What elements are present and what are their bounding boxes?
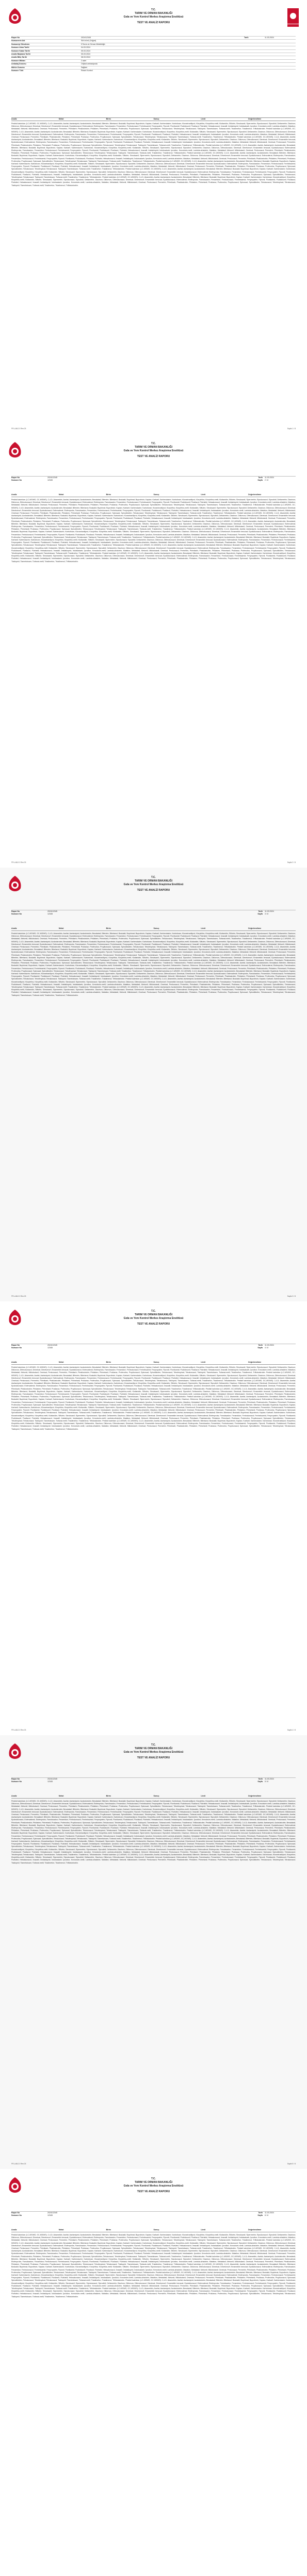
page-meta: Rapor No 2024/12345 Tarih 11.03.2024 Numune No 12345 Sayfa 3 / 8 [11,910,296,925]
pesticide-list: Pestisit kalıntıları (LC-MS/MS, GC-MS/MS): 2,4-D; Abamektin; Asefat; Asetamiprid; Azoksistrobin; Benalaksil; Bifentrin; Bitertanol; Boskalid; Bupirimat; Buprofezin; Kaptan; Karbaril; Karbendazim; Karbofuran; Klorantraniliprol; Klorpirifos; Klorpirifos-metil; Klotianidin; Siflutrin; Simoksanil; Sipermetrin; Siprokonazol; Siprodinil; Deltametrin; Diazinon; Diklorvos; Difenokonazol; Dimetoat; Dimetomorf; Emamektin benzoat; Epoksikonazol; Esfenvalerat; Etofenproks; Famoksadon; Fenamidon; Fenbukonazol; Fenheksamid; Fenpropatrin; Fipronil; Flonikamid; Fludioksonil; Flusilazol; Flutriafol; Heksakonazol; İmazalil; İmidakloprid; İndoksakarb; İprodion; Krezoksim-metil; Lambda-sihalotrin; Malation; Metalaksil; Metomil; Miklobutanil; Ometoat; Penkonazol; Permetrin; Pirimikarb; Piraklostrobin; Piridaben; Pirimetanil; Proklaraz; Profenofos; Propikonazol; Spinosad; Spirodiklofen; Tebukonazol; Tebufenpirad; Tetrakonazol; Tiakloprid; Tiametoksam; Tiofanat-metil; Triadimefon; Triadimenol; Trifloksistrobin. Pestisit kalıntıları (LC-MS/MS, GC-MS/MS): 2,4-D; Abamektin; Asefat; Asetamiprid; Azoksistrobin; Benalaksil; Bifentrin; Bitertanol; Boskalid; Bupirimat; Buprofezin; Kaptan; Karbaril; Karbendazim; Karbofuran; Klorantraniliprol; Klorpirifos; Klorpirifos-metil; Klotianidin; Siflutrin; Simoksanil; Sipermetrin; Siprokonazol; Siprodinil; Deltametrin; Diazinon; Diklorvos; Difenokonazol; Dimetoat; Dimetomorf; Emamektin benzoat; Epoksikonazol; Esfenvalerat; Etofenproks; Famoksadon; Fenamidon; Fenbukonazol; Fenheksamid; Fenpropatrin; Fipronil; Flonikamid; Fludioksonil; Flusilazol; Flutriafol; Heksakonazol; İmazalil; İmidakloprid; İndoksakarb; İprodion; Krezoksim-metil; Lambda-sihalotrin; Malation; Metalaksil; Metomil; Miklobutanil; Ometoat; Penkonazol; Permetrin; Pirimikarb; Piraklostrobin; Piridaben; Pirimetanil; Proklaraz; Profenofos; Propikonazol; Spinosad; Spirodiklofen; Tebukonazol; Tebufenpirad; Tetrakonazol; Tiakloprid; Tiametoksam; Tiofanat-metil; Triadimefon; Triadimenol; Trifloksistrobin. Pestisit kalıntıları (LC-MS/MS, GC-MS/MS): 2,4-D; Abamektin; Asefat; Asetamiprid; Azoksistrobin; Benalaksil; Bifentrin; Bitertanol; Boskalid; Bupirimat; Buprofezin; Kaptan; Karbaril; Karbendazim; Karbofuran; Klorantraniliprol; Klorpirifos; Klorpirifos-metil; Klotianidin; Siflutrin; Simoksanil; Sipermetrin; Siprokonazol; Siprodinil; Deltametrin; Diazinon; Diklorvos; Difenokonazol; Dimetoat; Dimetomorf; Emamektin benzoat; Epoksikonazol; Esfenvalerat; Etofenproks; Famoksadon; Fenamidon; Fenbukonazol; Fenheksamid; Fenpropatrin; Fipronil; Flonikamid; Fludioksonil; Flusilazol; Flutriafol; Heksakonazol; İmazalil; İmidakloprid; İndoksakarb; İprodion; Krezoksim-metil; Lambda-sihalotrin; Malation; Metalaksil; Metomil; Miklobutanil; Ometoat; Penkonazol; Permetrin; Pirimikarb; Piraklostrobin; Piridaben; Pirimetanil; Proklaraz; Profenofos; Propikonazol; Spinosad; Spirodiklofen; Tebukonazol; Tebufenpirad; Tetrakonazol; Tiakloprid; Tiametoksam; Tiofanat-metil; Triadimefon; Triadimenol; Trifloksistrobin. Pestisit kalıntıları (LC-MS/MS, GC-MS/MS): 2,4-D; Abamektin; Asefat; Asetamiprid; Azoksistrobin; Benalaksil; Bifentrin; Bitertanol; Boskalid; Bupirimat; Buprofezin; Kaptan; Karbaril; Karbendazim; Karbofuran; Klorantraniliprol; Klorpirifos; Klorpirifos-metil; Klotianidin; Siflutrin; Simoksanil; Sipermetrin; Siprokonazol; Siprodinil; Deltametrin; Diazinon; Diklorvos; Difenokonazol; Dimetoat; Dimetomorf; Emamektin benzoat; Epoksikonazol; Esfenvalerat; Etofenproks; Famoksadon; Fenamidon; Fenbukonazol; Fenheksamid; Fenpropatrin; Fipronil; Flonikamid; Fludioksonil; Flusilazol; Flutriafol; Heksakonazol; İmazalil; İmidakloprid; İndoksakarb; İprodion; Krezoksim-metil; Lambda-sihalotrin; Malation; Metalaksil; Metomil; Miklobutanil; Ometoat; Penkonazol; Permetrin; Pirimikarb; Piraklostrobin; Piridaben; Pirimetanil; Proklaraz; Profenofos; Propikonazol; Spinosad; Spirodiklofen; Tebukonazol; Tebufenpirad; Tetrakonazol; Tiakloprid; Tiametoksam; Tiofanat-metil; Triadimefon; Triadimenol; Trifloksistrobin. Pestisit kalıntıları (LC-MS/MS, GC-MS/MS): 2,4-D; Abamektin; Asefat; Asetamiprid; Azoksistrobin; Benalaksil; Bifentrin; Bitertanol; Boskalid; Bupirimat; Buprofezin; Kaptan; Karbaril; Karbendazim; Karbofuran; Klorantraniliprol; Klorpirifos; Klorpirifos-metil; Klotianidin; Siflutrin; Simoksanil; Sipermetrin; Siprokonazol; Siprodinil; Deltametrin; Diazinon; Diklorvos; Difenokonazol; Dimetoat; Dimetomorf; Emamektin benzoat; Epoksikonazol; Esfenvalerat; Etofenproks; Famoksadon; Fenamidon; Fenbukonazol; Fenheksamid; Fenpropatrin; Fipronil; Flonikamid; Fludioksonil; Flusilazol; Flutriafol; Heksakonazol; İmazalil; İmidakloprid; İndoksakarb; İprodion; Krezoksim-metil; Lambda-sihalotrin; Malation; Metalaksil; Metomil; Miklobutanil; Ometoat; Penkonazol; Permetrin; Pirimikarb; Piraklostrobin; Piridaben; Pirimetanil; Proklaraz; Profenofos; Propikonazol; Spinosad; Spirodiklofen; Tebukonazol; Tebufenpirad; Tetrakonazol; Tiakloprid; Tiametoksam; Tiofanat-metil; Triadimefon; Triadimenol; Trifloksistrobin. Pestisit kalıntıları (LC-MS/MS, GC-MS/MS): 2,4-D; Abamektin; Asefat; Asetamiprid; Azoksistrobin; Benalaksil; Bifentrin; Bitertanol; Boskalid; Bupirimat; Buprofezin; Kaptan; Karbaril; Karbendazim; Karbofuran; Klorantraniliprol; Klorpirifos; Klorpirifos-metil; Klotianidin; Siflutrin; Simoksanil; Sipermetrin; Siprokonazol; Siprodinil; Deltametrin; Diazinon; Diklorvos; Difenokonazol; Dimetoat; Dimetomorf; Emamektin benzoat; Epoksikonazol; Esfenvalerat; Etofenproks; Famoksadon; Fenamidon; Fenbukonazol; Fenheksamid; Fenpropatrin; Fipronil; Flonikamid; Fludioksonil; Flusilazol; Flutriafol; Heksakonazol; İmazalil; İmidakloprid; İndoksakarb; İprodion; Krezoksim-metil; Lambda-sihalotrin; Malation; Metalaksil; Metomil; Miklobutanil; Ometoat; Penkonazol; Permetrin; Pirimikarb; Piraklostrobin; Piridaben; Pirimetanil; Proklaraz; Profenofos; Propikonazol; Spinosad; Spirodiklofen; Tebukonazol; Tebufenpirad; Tetrakonazol; Tiakloprid; Tiametoksam; Tiofanat-metil; Triadimefon; Triadimenol; Trifloksistrobin. Pestisit kalıntıları (LC-MS/MS, GC-MS/MS): 2,4-D; Abamektin; Asefat; Asetamiprid; Azoksistrobin; Benalaksil; Bifentrin; Bitertanol; Boskalid; Bupirimat; Buprofezin; Kaptan; Karbaril; Karbendazim; Karbofuran; Klorantraniliprol; Klorpirifos; Klorpirifos-metil; Klotianidin; Siflutrin; Simoksanil; Sipermetrin; Siprokonazol; Siprodinil; Deltametrin; Diazinon; Diklorvos; Difenokonazol; Dimetoat; Dimetomorf; Emamektin benzoat; Epoksikonazol; Esfenvalerat; Etofenproks; Famoksadon; Fenamidon; Fenbukonazol; Fenheksamid; Fenpropatrin; Fipronil; Flonikamid; Fludioksonil; Flusilazol; Flutriafol; Heksakonazol; İmazalil; İmidakloprid; İndoksakarb; İprodion; Krezoksim-metil; Lambda-sihalotrin; Malation; Metalaksil; Metomil; Miklobutanil; Ometoat; Penkonazol; Permetrin; Pirimikarb; Piraklostrobin; Piridaben; Pirimetanil; Proklaraz; Profenofos; Propikonazol; Spinosad; Spirodiklofen; Tebukonazol; Tebufenpirad; Tetrakonazol; Tiakloprid; Tiametoksam; Tiofanat-metil; Triadimefon; Triadimenol; Trifloksistrobin. Pestisit kalıntıları (LC-MS/MS, GC-MS/MS): 2,4-D; Abamektin; Asefat; Asetamiprid; Azoksistrobin; Benalaksil; Bifentrin; Bitertanol; Boskalid; Bupirimat; Buprofezin; Kaptan; Karbaril; Karbendazim; Karbofuran; Klorantraniliprol; Klorpirifos; Klorpirifos-metil; Klotianidin; Siflutrin; Simoksanil; Sipermetrin; Siprokonazol; Siprodinil; Deltametrin; Diazinon; Diklorvos; Difenokonazol; Dimetoat; Dimetomorf; Emamektin benzoat; Epoksikonazol; Esfenvalerat; Etofenproks; Famoksadon; Fenamidon; Fenbukonazol; Fenheksamid; Fenpropatrin; Fipronil; Flonikamid; Fludioksonil; Flusilazol; Flutriafol; Heksakonazol; İmazalil; İmidakloprid; İndoksakarb; İprodion; Krezoksim-metil; Lambda-sihalotrin; Malation; Metalaksil; Metomil; Miklobutanil; Ometoat; Penkonazol; Permetrin; Pirimikarb; Piraklostrobin; Piridaben; Pirimetanil; Proklaraz; Profenofos; Propikonazol; Spinosad; Spirodiklofen; Tebukonazol; Tebufenpirad; Tetrakonazol; Tiakloprid; Tiametoksam; Tiofanat-metil; Triadimefon; Triadimenol; Trifloksistrobin. [11,1366,296,1430]
page-meta: Rapor No 2024/12345 Tarih 11.03.2024 Numune No 12345 Sayfa 6 / 8 [11,2211,296,2226]
republic-label: T.C. [151,8,156,11]
report-page-3: T.C. TARIM VE ORMAN BAKANLIĞI Gıda ve Yem Kontrol Merkez Araştırma Enstitüsü TEST VE ANALİZ RAPORU Rapor No 2024/12345 Tarih 11.03.2024 Numune No 12345 Sayfa 3 / 8 Analiz Metot Birim Sonuç Limit Değerlendirme Pestisit kalıntıları (LC-MS/MS, GC-MS/MS): 2,4-D; Abamektin; Asefat; Asetamiprid; Azoksistrobin; Benalaksil; Bifentrin; Bitertanol; Boskalid; Bupirimat; Buprofezin; Kaptan; Karbaril; Karbendazim; Karbofuran; Klorantraniliprol; Klorpirifos; Klorpirifos-metil; Klotianidin; Siflutrin; Simoksanil; Sipermetrin; Siprokonazol; Siprodinil; Deltametrin; Diazinon; Diklorvos; Difenokonazol; Dimetoat; Dimetomorf; Emamektin benzoat; Epoksikonazol; Esfenvalerat; Etofenproks; Famoksadon; Fenamidon; Fenbukonazol; Fenheksamid; Fenpropatrin; Fipronil; Flonikamid; Fludioksonil; Flusilazol; Flutriafol; Heksakonazol; İmazalil; İmidakloprid; İndoksakarb; İprodion; Krezoksim-metil; Lambda-sihalotrin; Malation; Metalaksil; Metomil; Miklobutanil; Ometoat; Penkonazol; Permetrin; Pirimikarb; Piraklostrobin; Piridaben; Pirimetanil; Proklaraz; Profenofos; Propikonazol; Spinosad; Spirodiklofen; Tebukonazol; Tebufenpirad; Tetrakonazol; Tiakloprid; Tiametoksam; Tiofanat-metil; Triadimefon; Triadimenol; Trifloksistrobin. Pestisit kalıntıları (LC-MS/MS, GC-MS/MS): 2,4-D; Abamektin; Asefat; Asetamiprid; Azoksistrobin; Benalaksil; Bifentrin; Bitertanol; Boskalid; Bupirimat; Buprofezin; Kaptan; Karbaril; Karbendazim; Karbofuran; Klorantraniliprol; Klorpirifos; Klorpirifos-metil; Klotianidin; Siflutrin; Simoksanil; Sipermetrin; Siprokonazol; Siprodinil; Deltametrin; Diazinon; Diklorvos; Difenokonazol; Dimetoat; Dimetomorf; Emamektin benzoat; Epoksikonazol; Esfenvalerat; Etofenproks; Famoksadon; Fenamidon; Fenbukonazol; Fenheksamid; Fenpropatrin; Fipronil; Flonikamid; Fludioksonil; Flusilazol; Flutriafol; Heksakonazol; İmazalil; İmidakloprid; İndoksakarb; İprodion; Krezoksim-metil; Lambda-sihalotrin; Malation; Metalaksil; Metomil; Miklobutanil; Ometoat; Penkonazol; Permetrin; Pirimikarb; Piraklostrobin; Piridaben; Pirimetanil; Proklaraz; Profenofos; Propikonazol; Spinosad; Spirodiklofen; Tebukonazol; Tebufenpirad; Tetrakonazol; Tiakloprid; Tiametoksam; Tiofanat-metil; Triadimefon; Triadimenol; Trifloksistrobin. Pestisit kalıntıları (LC-MS/MS, GC-MS/MS): 2,4-D; Abamektin; Asefat; Asetamiprid; Azoksistrobin; Benalaksil; Bifentrin; Bitertanol; Boskalid; Bupirimat; Buprofezin; Kaptan; Karbaril; Karbendazim; Karbofuran; Klorantraniliprol; Klorpirifos; Klorpirifos-metil; Klotianidin; Siflutrin; Simoksanil; Sipermetrin; Siprokonazol; Siprodinil; Deltametrin; Diazinon; Diklorvos; Difenokonazol; Dimetoat; Dimetomorf; Emamektin benzoat; Epoksikonazol; Esfenvalerat; Etofenproks; Famoksadon; Fenamidon; Fenbukonazol; Fenheksamid; Fenpropatrin; Fipronil; Flonikamid; Fludioksonil; Flusilazol; Flutriafol; Heksakonazol; İmazalil; İmidakloprid; İndoksakarb; İprodion; Krezoksim-metil; Lambda-sihalotrin; Malation; Metalaksil; Metomil; Miklobutanil; Ometoat; Penkonazol; Permetrin; Pirimikarb; Piraklostrobin; Piridaben; Pirimetanil; Proklaraz; Profenofos; Propikonazol; Spinosad; Spirodiklofen; Tebukonazol; Tebufenpirad; Tetrakonazol; Tiakloprid; Tiametoksam; Tiofanat-metil; Triadimefon; Triadimenol; Trifloksistrobin. Pestisit kalıntıları (LC-MS/MS, GC-MS/MS): 2,4-D; Abamektin; Asefat; Asetamiprid; Azoksistrobin; Benalaksil; Bifentrin; Bitertanol; Boskalid; Bupirimat; Buprofezin; Kaptan; Karbaril; Karbendazim; Karbofuran; Klorantraniliprol; Klorpirifos; Klorpirifos-metil; Klotianidin; Siflutrin; Simoksanil; Sipermetrin; Siprokonazol; Siprodinil; Deltametrin; Diazinon; Diklorvos; Difenokonazol; Dimetoat; Dimetomorf; Emamektin benzoat; Epoksikonazol; Esfenvalerat; Etofenproks; Famoksadon; Fenamidon; Fenbukonazol; Fenheksamid; Fenpropatrin; Fipronil; Flonikamid; Fludioksonil; Flusilazol; Flutriafol; Heksakonazol; İmazalil; İmidakloprid; İndoksakarb; İprodion; Krezoksim-metil; Lambda-sihalotrin; Malation; Metalaksil; Metomil; Miklobutanil; Ometoat; Penkonazol; Permetrin; Pirimikarb; Piraklostrobin; Piridaben; Pirimetanil; Proklaraz; Profenofos; Propikonazol; Spinosad; Spirodiklofen; Tebukonazol; Tebufenpirad; Tetrakonazol; Tiakloprid; Tiametoksam; Tiofanat-metil; Triadimefon; Triadimenol; Trifloksistrobin. Pestisit kalıntıları (LC-MS/MS, GC-MS/MS): 2,4-D; Abamektin; Asefat; Asetamiprid; Azoksistrobin; Benalaksil; Bifentrin; Bitertanol; Boskalid; Bupirimat; Buprofezin; Kaptan; Karbaril; Karbendazim; Karbofuran; Klorantraniliprol; Klorpirifos; Klorpirifos-metil; Klotianidin; Siflutrin; Simoksanil; Sipermetrin; Siprokonazol; Siprodinil; Deltametrin; Diazinon; Diklorvos; Difenokonazol; Dimetoat; Dimetomorf; Emamektin benzoat; Epoksikonazol; Esfenvalerat; Etofenproks; Famoksadon; Fenamidon; Fenbukonazol; Fenheksamid; Fenpropatrin; Fipronil; Flonikamid; Fludioksonil; Flusilazol; Flutriafol; Heksakonazol; İmazalil; İmidakloprid; İndoksakarb; İprodion; Krezoksim-metil; Lambda-sihalotrin; Malation; Metalaksil; Metomil; Miklobutanil; Ometoat; Penkonazol; Permetrin; Pirimikarb; Piraklostrobin; Piridaben; Pirimetanil; Proklaraz; Profenofos; Propikonazol; Spinosad; Spirodiklofen; Tebukonazol; Tebufenpirad; Tetrakonazol; Tiakloprid; Tiametoksam; Tiofanat-metil; Triadimefon; Triadimenol; Trifloksistrobin. Pestisit kalıntıları (LC-MS/MS, GC-MS/MS): 2,4-D; Abamektin; Asefat; Asetamiprid; Azoksistrobin; Benalaksil; Bifentrin; Bitertanol; Boskalid; Bupirimat; Buprofezin; Kaptan; Karbaril; Karbendazim; Karbofuran; Klorantraniliprol; Klorpirifos; Klorpirifos-metil; Klotianidin; Siflutrin; Simoksanil; Sipermetrin; Siprokonazol; Siprodinil; Deltametrin; Diazinon; Diklorvos; Difenokonazol; Dimetoat; Dimetomorf; Emamektin benzoat; Epoksikonazol; Esfenvalerat; Etofenproks; Famoksadon; Fenamidon; Fenbukonazol; Fenheksamid; Fenpropatrin; Fipronil; Flonikamid; Fludioksonil; Flusilazol; Flutriafol; Heksakonazol; İmazalil; İmidakloprid; İndoksakarb; İprodion; Krezoksim-metil; Lambda-sihalotrin; Malation; Metalaksil; Metomil; Miklobutanil; Ometoat; Penkonazol; Permetrin; Pirimikarb; Piraklostrobin; Piridaben; Pirimetanil; Proklaraz; Profenofos; Propikonazol; Spinosad; Spirodiklofen; Tebukonazol; Tebufenpirad; Tetrakonazol; Tiakloprid; Tiametoksam; Tiofanat-metil; Triadimefon; Triadimenol; Trifloksistrobin. Pestisit kalıntıları (LC-MS/MS, GC-MS/MS): 2,4-D; Abamektin; Asefat; Asetamiprid; Azoksistrobin; Benalaksil; Bifentrin; Bitertanol; Boskalid; Bupirimat; Buprofezin; Kaptan; Karbaril; Karbendazim; Karbofuran; Klorantraniliprol; Klorpirifos; Klorpirifos-metil; Klotianidin; Siflutrin; Simoksanil; Sipermetrin; Siprokonazol; Siprodinil; Deltametrin; Diazinon; Diklorvos; Difenokonazol; Dimetoat; Dimetomorf; Emamektin benzoat; Epoksikonazol; Esfenvalerat; Etofenproks; Famoksadon; Fenamidon; Fenbukonazol; Fenheksamid; Fenpropatrin; Fipronil; Flonikamid; Fludioksonil; Flusilazol; Flutriafol; Heksakonazol; İmazalil; İmidakloprid; İndoksakarb; İprodion; Krezoksim-metil; Lambda-sihalotrin; Malation; Metalaksil; Metomil; Miklobutanil; Ometoat; Penkonazol; Permetrin; Pirimikarb; Piraklostrobin; Piridaben; Pirimetanil; Proklaraz; Profenofos; Propikonazol; Spinosad; Spirodiklofen; Tebukonazol; Tebufenpirad; Tetrakonazol; Tiakloprid; Tiametoksam; Tiofanat-metil; Triadimefon; Triadimenol; Trifloksistrobin. Pestisit kalıntıları (LC-MS/MS, GC-MS/MS): 2,4-D; Abamektin; Asefat; Asetamiprid; Azoksistrobin; Benalaksil; Bifentrin; Bitertanol; Boskalid; Bupirimat; Buprofezin; Kaptan; Karbaril; Karbendazim; Karbofuran; Klorantraniliprol; Klorpirifos; Klorpirifos-metil; Klotianidin; Siflutrin; Simoksanil; Sipermetrin; Siprokonazol; Siprodinil; Deltametrin; Diazinon; Diklorvos; Difenokonazol; Dimetoat; Dimetomorf; Emamektin benzoat; Epoksikonazol; Esfenvalerat; Etofenproks; Famoksadon; Fenamidon; Fenbukonazol; Fenheksamid; Fenpropatrin; Fipronil; Flonikamid; Fludioksonil; Flusilazol; Flutriafol; Heksakonazol; İmazalil; İmidakloprid; İndoksakarb; İprodion; Krezoksim-metil; Lambda-sihalotrin; Malation; Metalaksil; Metomil; Miklobutanil; Ometoat; Penkonazol; Permetrin; Pirimikarb; Piraklostrobin; Piridaben; Pirimetanil; Proklaraz; Profenofos; Propikonazol; Spinosad; Spirodiklofen; Tebukonazol; Tebufenpirad; Tetrakonazol; Tiakloprid; Tiametoksam; Tiofanat-metil; Triadimefon; Triadimenol; Trifloksistrobin. FR-LAB-21 Rev.03 Sayfa 3 / 8 [0,868,307,1301]
report-page-1 [0,0,307,434]
ministry-name: TARIM VE ORMAN BAKANLIĞI [135,12,172,15]
pesticide-list: Pestisit kalıntıları (LC-MS/MS, GC-MS/MS): 2,4-D; Abamektin; Asefat; Asetamiprid; Azoksistrobin; Benalaksil; Bifentrin; Bitertanol; Boskalid; Bupirimat; Buprofezin; Kaptan; Karbaril; Karbendazim; Karbofuran; Klorantraniliprol; Klorpirifos; Klorpirifos-metil; Klotianidin; Siflutrin; Simoksanil; Sipermetrin; Siprokonazol; Siprodinil; Deltametrin; Diazinon; Diklorvos; Difenokonazol; Dimetoat; Dimetomorf; Emamektin benzoat; Epoksikonazol; Esfenvalerat; Etofenproks; Famoksadon; Fenamidon; Fenbukonazol; Fenheksamid; Fenpropatrin; Fipronil; Flonikamid; Fludioksonil; Flusilazol; Flutriafol; Heksakonazol; İmazalil; İmidakloprid; İndoksakarb; İprodion; Krezoksim-metil; Lambda-sihalotrin; Malation; Metalaksil; Metomil; Miklobutanil; Ometoat; Penkonazol; Permetrin; Pirimikarb; Piraklostrobin; Piridaben; Pirimetanil; Proklaraz; Profenofos; Propikonazol; Spinosad; Spirodiklofen; Tebukonazol; Tebufenpirad; Tetrakonazol; Tiakloprid; Tiametoksam; Tiofanat-metil; Triadimefon; Triadimenol; Trifloksistrobin. Pestisit kalıntıları (LC-MS/MS, GC-MS/MS): 2,4-D; Abamektin; Asefat; Asetamiprid; Azoksistrobin; Benalaksil; Bifentrin; Bitertanol; Boskalid; Bupirimat; Buprofezin; Kaptan; Karbaril; Karbendazim; Karbofuran; Klorantraniliprol; Klorpirifos; Klorpirifos-metil; Klotianidin; Siflutrin; Simoksanil; Sipermetrin; Siprokonazol; Siprodinil; Deltametrin; Diazinon; Diklorvos; Difenokonazol; Dimetoat; Dimetomorf; Emamektin benzoat; Epoksikonazol; Esfenvalerat; Etofenproks; Famoksadon; Fenamidon; Fenbukonazol; Fenheksamid; Fenpropatrin; Fipronil; Flonikamid; Fludioksonil; Flusilazol; Flutriafol; Heksakonazol; İmazalil; İmidakloprid; İndoksakarb; İprodion; Krezoksim-metil; Lambda-sihalotrin; Malation; Metalaksil; Metomil; Miklobutanil; Ometoat; Penkonazol; Permetrin; Pirimikarb; Piraklostrobin; Piridaben; Pirimetanil; Proklaraz; Profenofos; Propikonazol; Spinosad; Spirodiklofen; Tebukonazol; Tebufenpirad; Tetrakonazol; Tiakloprid; Tiametoksam; Tiofanat-metil; Triadimefon; Triadimenol; Trifloksistrobin. Pestisit kalıntıları (LC-MS/MS, GC-MS/MS): 2,4-D; Abamektin; Asefat; Asetamiprid; Azoksistrobin; Benalaksil; Bifentrin; Bitertanol; Boskalid; Bupirimat; Buprofezin; Kaptan; Karbaril; Karbendazim; Karbofuran; Klorantraniliprol; Klorpirifos; Klorpirifos-metil; Klotianidin; Siflutrin; Simoksanil; Sipermetrin; Siprokonazol; Siprodinil; Deltametrin; Diazinon; Diklorvos; Difenokonazol; Dimetoat; Dimetomorf; Emamektin benzoat; Epoksikonazol; Esfenvalerat; Etofenproks; Famoksadon; Fenamidon; Fenbukonazol; Fenheksamid; Fenpropatrin; Fipronil; Flonikamid; Fludioksonil; Flusilazol; Flutriafol; Heksakonazol; İmazalil; İmidakloprid; İndoksakarb; İprodion; Krezoksim-metil; Lambda-sihalotrin; Malation; Metalaksil; Metomil; Miklobutanil; Ometoat; Penkonazol; Permetrin; Pirimikarb; Piraklostrobin; Piridaben; Pirimetanil; Proklaraz; Profenofos; Propikonazol; Spinosad; Spirodiklofen; Tebukonazol; Tebufenpirad; Tetrakonazol; Tiakloprid; Tiametoksam; Tiofanat-metil; Triadimefon; Triadimenol; Trifloksistrobin. Pestisit kalıntıları (LC-MS/MS, GC-MS/MS): 2,4-D; Abamektin; Asefat; Asetamiprid; Azoksistrobin; Benalaksil; Bifentrin; Bitertanol; Boskalid; Bupirimat; Buprofezin; Kaptan; Karbaril; Karbendazim; Karbofuran; Klorantraniliprol; Klorpirifos; Klorpirifos-metil; Klotianidin; Siflutrin; Simoksanil; Sipermetrin; Siprokonazol; Siprodinil; Deltametrin; Diazinon; Diklorvos; Difenokonazol; Dimetoat; Dimetomorf; Emamektin benzoat; Epoksikonazol; Esfenvalerat; Etofenproks; Famoksadon; Fenamidon; Fenbukonazol; Fenheksamid; Fenpropatrin; Fipronil; Flonikamid; Fludioksonil; Flusilazol; Flutriafol; Heksakonazol; İmazalil; İmidakloprid; İndoksakarb; İprodion; Krezoksim-metil; Lambda-sihalotrin; Malation; Metalaksil; Metomil; Miklobutanil; Ometoat; Penkonazol; Permetrin; Pirimikarb; Piraklostrobin; Piridaben; Pirimetanil; Proklaraz; Profenofos; Propikonazol; Spinosad; Spirodiklofen; Tebukonazol; Tebufenpirad; Tetrakonazol; Tiakloprid; Tiametoksam; Tiofanat-metil; Triadimefon; Triadimenol; Trifloksistrobin. Pestisit kalıntıları (LC-MS/MS, GC-MS/MS): 2,4-D; Abamektin; Asefat; Asetamiprid; Azoksistrobin; Benalaksil; Bifentrin; Bitertanol; Boskalid; Bupirimat; Buprofezin; Kaptan; Karbaril; Karbendazim; Karbofuran; Klorantraniliprol; Klorpirifos; Klorpirifos-metil; Klotianidin; Siflutrin; Simoksanil; Sipermetrin; Siprokonazol; Siprodinil; Deltametrin; Diazinon; Diklorvos; Difenokonazol; Dimetoat; Dimetomorf; Emamektin benzoat; Epoksikonazol; Esfenvalerat; Etofenproks; Famoksadon; Fenamidon; Fenbukonazol; Fenheksamid; Fenpropatrin; Fipronil; Flonikamid; Fludioksonil; Flusilazol; Flutriafol; Heksakonazol; İmazalil; İmidakloprid; İndoksakarb; İprodion; Krezoksim-metil; Lambda-sihalotrin; Malation; Metalaksil; Metomil; Miklobutanil; Ometoat; Penkonazol; Permetrin; Pirimikarb; Piraklostrobin; Piridaben; Pirimetanil; Proklaraz; Profenofos; Propikonazol; Spinosad; Spirodiklofen; Tebukonazol; Tebufenpirad; Tetrakonazol; Tiakloprid; Tiametoksam; Tiofanat-metil; Triadimefon; Triadimenol; Trifloksistrobin. Pestisit kalıntıları (LC-MS/MS, GC-MS/MS): 2,4-D; Abamektin; Asefat; Asetamiprid; Azoksistrobin; Benalaksil; Bifentrin; Bitertanol; Boskalid; Bupirimat; Buprofezin; Kaptan; Karbaril; Karbendazim; Karbofuran; Klorantraniliprol; Klorpirifos; Klorpirifos-metil; Klotianidin; Siflutrin; Simoksanil; Sipermetrin; Siprokonazol; Siprodinil; Deltametrin; Diazinon; Diklorvos; Difenokonazol; Dimetoat; Dimetomorf; Emamektin benzoat; Epoksikonazol; Esfenvalerat; Etofenproks; Famoksadon; Fenamidon; Fenbukonazol; Fenheksamid; Fenpropatrin; Fipronil; Flonikamid; Fludioksonil; Flusilazol; Flutriafol; Heksakonazol; İmazalil; İmidakloprid; İndoksakarb; İprodion; Krezoksim-metil; Lambda-sihalotrin; Malation; Metalaksil; Metomil; Miklobutanil; Ometoat; Penkonazol; Permetrin; Pirimikarb; Piraklostrobin; Piridaben; Pirimetanil; Proklaraz; Profenofos; Propikonazol; Spinosad; Spirodiklofen; Tebukonazol; Tebufenpirad; Tetrakonazol; Tiakloprid; Tiametoksam; Tiofanat-metil; Triadimefon; Triadimenol; Trifloksistrobin. Pestisit kalıntıları (LC-MS/MS, GC-MS/MS): 2,4-D; Abamektin; Asefat; Asetamiprid; Azoksistrobin; Benalaksil; Bifentrin; Bitertanol; Boskalid; Bupirimat; Buprofezin; Kaptan; Karbaril; Karbendazim; Karbofuran; Klorantraniliprol; Klorpirifos; Klorpirifos-metil; Klotianidin; Siflutrin; Simoksanil; Sipermetrin; Siprokonazol; Siprodinil; Deltametrin; Diazinon; Diklorvos; Difenokonazol; Dimetoat; Dimetomorf; Emamektin benzoat; Epoksikonazol; Esfenvalerat; Etofenproks; Famoksadon; Fenamidon; Fenbukonazol; Fenheksamid; Fenpropatrin; Fipronil; Flonikamid; Fludioksonil; Flusilazol; Flutriafol; Heksakonazol; İmazalil; İmidakloprid; İndoksakarb; İprodion; Krezoksim-metil; Lambda-sihalotrin; Malation; Metalaksil; Metomil; Miklobutanil; Ometoat; Penkonazol; Permetrin; Pirimikarb; Piraklostrobin; Piridaben; Pirimetanil; Proklaraz; Profenofos; Propikonazol; Spinosad; Spirodiklofen; Tebukonazol; Tebufenpirad; Tetrakonazol; Tiakloprid; Tiametoksam; Tiofanat-metil; Triadimefon; Triadimenol; Trifloksistrobin. Pestisit kalıntıları (LC-MS/MS, GC-MS/MS): 2,4-D; Abamektin; Asefat; Asetamiprid; Azoksistrobin; Benalaksil; Bifentrin; Bitertanol; Boskalid; Bupirimat; Buprofezin; Kaptan; Karbaril; Karbendazim; Karbofuran; Klorantraniliprol; Klorpirifos; Klorpirifos-metil; Klotianidin; Siflutrin; Simoksanil; Sipermetrin; Siprokonazol; Siprodinil; Deltametrin; Diazinon; Diklorvos; Difenokonazol; Dimetoat; Dimetomorf; Emamektin benzoat; Epoksikonazol; Esfenvalerat; Etofenproks; Famoksadon; Fenamidon; Fenbukonazol; Fenheksamid; Fenpropatrin; Fipronil; Flonikamid; Fludioksonil; Flusilazol; Flutriafol; Heksakonazol; İmazalil; İmidakloprid; İndoksakarb; İprodion; Krezoksim-metil; Lambda-sihalotrin; Malation; Metalaksil; Metomil; Miklobutanil; Ometoat; Penkonazol; Permetrin; Pirimikarb; Piraklostrobin; Piridaben; Pirimetanil; Proklaraz; Profenofos; Propikonazol; Spinosad; Spirodiklofen; Tebukonazol; Tebufenpirad; Tetrakonazol; Tiakloprid; Tiametoksam; Tiofanat-metil; Triadimefon; Triadimenol; Trifloksistrobin. [11,1800,296,1864]
table-header: Analiz Metot Birim Sonuç Limit Değerlendirme [11,1795,262,1797]
report-page-5: T.C. TARIM VE ORMAN BAKANLIĞI Gıda ve Yem Kontrol Merkez Araştırma Enstitüsü TEST VE ANALİZ RAPORU Rapor No 2024/12345 Tarih 11.03.2024 Numune No 12345 Sayfa 5 / 8 Analiz Metot Birim Sonuç Limit Değerlendirme Pestisit kalıntıları (LC-MS/MS, GC-MS/MS): 2,4-D; Abamektin; Asefat; Asetamiprid; Azoksistrobin; Benalaksil; Bifentrin; Bitertanol; Boskalid; Bupirimat; Buprofezin; Kaptan; Karbaril; Karbendazim; Karbofuran; Klorantraniliprol; Klorpirifos; Klorpirifos-metil; Klotianidin; Siflutrin; Simoksanil; Sipermetrin; Siprokonazol; Siprodinil; Deltametrin; Diazinon; Diklorvos; Difenokonazol; Dimetoat; Dimetomorf; Emamektin benzoat; Epoksikonazol; Esfenvalerat; Etofenproks; Famoksadon; Fenamidon; Fenbukonazol; Fenheksamid; Fenpropatrin; Fipronil; Flonikamid; Fludioksonil; Flusilazol; Flutriafol; Heksakonazol; İmazalil; İmidakloprid; İndoksakarb; İprodion; Krezoksim-metil; Lambda-sihalotrin; Malation; Metalaksil; Metomil; Miklobutanil; Ometoat; Penkonazol; Permetrin; Pirimikarb; Piraklostrobin; Piridaben; Pirimetanil; Proklaraz; Profenofos; Propikonazol; Spinosad; Spirodiklofen; Tebukonazol; Tebufenpirad; Tetrakonazol; Tiakloprid; Tiametoksam; Tiofanat-metil; Triadimefon; Triadimenol; Trifloksistrobin. Pestisit kalıntıları (LC-MS/MS, GC-MS/MS): 2,4-D; Abamektin; Asefat; Asetamiprid; Azoksistrobin; Benalaksil; Bifentrin; Bitertanol; Boskalid; Bupirimat; Buprofezin; Kaptan; Karbaril; Karbendazim; Karbofuran; Klorantraniliprol; Klorpirifos; Klorpirifos-metil; Klotianidin; Siflutrin; Simoksanil; Sipermetrin; Siprokonazol; Siprodinil; Deltametrin; Diazinon; Diklorvos; Difenokonazol; Dimetoat; Dimetomorf; Emamektin benzoat; Epoksikonazol; Esfenvalerat; Etofenproks; Famoksadon; Fenamidon; Fenbukonazol; Fenheksamid; Fenpropatrin; Fipronil; Flonikamid; Fludioksonil; Flusilazol; Flutriafol; Heksakonazol; İmazalil; İmidakloprid; İndoksakarb; İprodion; Krezoksim-metil; Lambda-sihalotrin; Malation; Metalaksil; Metomil; Miklobutanil; Ometoat; Penkonazol; Permetrin; Pirimikarb; Piraklostrobin; Piridaben; Pirimetanil; Proklaraz; Profenofos; Propikonazol; Spinosad; Spirodiklofen; Tebukonazol; Tebufenpirad; Tetrakonazol; Tiakloprid; Tiametoksam; Tiofanat-metil; Triadimefon; Triadimenol; Trifloksistrobin. Pestisit kalıntıları (LC-MS/MS, GC-MS/MS): 2,4-D; Abamektin; Asefat; Asetamiprid; Azoksistrobin; Benalaksil; Bifentrin; Bitertanol; Boskalid; Bupirimat; Buprofezin; Kaptan; Karbaril; Karbendazim; Karbofuran; Klorantraniliprol; Klorpirifos; Klorpirifos-metil; Klotianidin; Siflutrin; Simoksanil; Sipermetrin; Siprokonazol; Siprodinil; Deltametrin; Diazinon; Diklorvos; Difenokonazol; Dimetoat; Dimetomorf; Emamektin benzoat; Epoksikonazol; Esfenvalerat; Etofenproks; Famoksadon; Fenamidon; Fenbukonazol; Fenheksamid; Fenpropatrin; Fipronil; Flonikamid; Fludioksonil; Flusilazol; Flutriafol; Heksakonazol; İmazalil; İmidakloprid; İndoksakarb; İprodion; Krezoksim-metil; Lambda-sihalotrin; Malation; Metalaksil; Metomil; Miklobutanil; Ometoat; Penkonazol; Permetrin; Pirimikarb; Piraklostrobin; Piridaben; Pirimetanil; Proklaraz; Profenofos; Propikonazol; Spinosad; Spirodiklofen; Tebukonazol; Tebufenpirad; Tetrakonazol; Tiakloprid; Tiametoksam; Tiofanat-metil; Triadimefon; Triadimenol; Trifloksistrobin. Pestisit kalıntıları (LC-MS/MS, GC-MS/MS): 2,4-D; Abamektin; Asefat; Asetamiprid; Azoksistrobin; Benalaksil; Bifentrin; Bitertanol; Boskalid; Bupirimat; Buprofezin; Kaptan; Karbaril; Karbendazim; Karbofuran; Klorantraniliprol; Klorpirifos; Klorpirifos-metil; Klotianidin; Siflutrin; Simoksanil; Sipermetrin; Siprokonazol; Siprodinil; Deltametrin; Diazinon; Diklorvos; Difenokonazol; Dimetoat; Dimetomorf; Emamektin benzoat; Epoksikonazol; Esfenvalerat; Etofenproks; Famoksadon; Fenamidon; Fenbukonazol; Fenheksamid; Fenpropatrin; Fipronil; Flonikamid; Fludioksonil; Flusilazol; Flutriafol; Heksakonazol; İmazalil; İmidakloprid; İndoksakarb; İprodion; Krezoksim-metil; Lambda-sihalotrin; Malation; Metalaksil; Metomil; Miklobutanil; Ometoat; Penkonazol; Permetrin; Pirimikarb; Piraklostrobin; Piridaben; Pirimetanil; Proklaraz; Profenofos; Propikonazol; Spinosad; Spirodiklofen; Tebukonazol; Tebufenpirad; Tetrakonazol; Tiakloprid; Tiametoksam; Tiofanat-metil; Triadimefon; Triadimenol; Trifloksistrobin. Pestisit kalıntıları (LC-MS/MS, GC-MS/MS): 2,4-D; Abamektin; Asefat; Asetamiprid; Azoksistrobin; Benalaksil; Bifentrin; Bitertanol; Boskalid; Bupirimat; Buprofezin; Kaptan; Karbaril; Karbendazim; Karbofuran; Klorantraniliprol; Klorpirifos; Klorpirifos-metil; Klotianidin; Siflutrin; Simoksanil; Sipermetrin; Siprokonazol; Siprodinil; Deltametrin; Diazinon; Diklorvos; Difenokonazol; Dimetoat; Dimetomorf; Emamektin benzoat; Epoksikonazol; Esfenvalerat; Etofenproks; Famoksadon; Fenamidon; Fenbukonazol; Fenheksamid; Fenpropatrin; Fipronil; Flonikamid; Fludioksonil; Flusilazol; Flutriafol; Heksakonazol; İmazalil; İmidakloprid; İndoksakarb; İprodion; Krezoksim-metil; Lambda-sihalotrin; Malation; Metalaksil; Metomil; Miklobutanil; Ometoat; Penkonazol; Permetrin; Pirimikarb; Piraklostrobin; Piridaben; Pirimetanil; Proklaraz; Profenofos; Propikonazol; Spinosad; Spirodiklofen; Tebukonazol; Tebufenpirad; Tetrakonazol; Tiakloprid; Tiametoksam; Tiofanat-metil; Triadimefon; Triadimenol; Trifloksistrobin. Pestisit kalıntıları (LC-MS/MS, GC-MS/MS): 2,4-D; Abamektin; Asefat; Asetamiprid; Azoksistrobin; Benalaksil; Bifentrin; Bitertanol; Boskalid; Bupirimat; Buprofezin; Kaptan; Karbaril; Karbendazim; Karbofuran; Klorantraniliprol; Klorpirifos; Klorpirifos-metil; Klotianidin; Siflutrin; Simoksanil; Sipermetrin; Siprokonazol; Siprodinil; Deltametrin; Diazinon; Diklorvos; Difenokonazol; Dimetoat; Dimetomorf; Emamektin benzoat; Epoksikonazol; Esfenvalerat; Etofenproks; Famoksadon; Fenamidon; Fenbukonazol; Fenheksamid; Fenpropatrin; Fipronil; Flonikamid; Fludioksonil; Flusilazol; Flutriafol; Heksakonazol; İmazalil; İmidakloprid; İndoksakarb; İprodion; Krezoksim-metil; Lambda-sihalotrin; Malation; Metalaksil; Metomil; Miklobutanil; Ometoat; Penkonazol; Permetrin; Pirimikarb; Piraklostrobin; Piridaben; Pirimetanil; Proklaraz; Profenofos; Propikonazol; Spinosad; Spirodiklofen; Tebukonazol; Tebufenpirad; Tetrakonazol; Tiakloprid; Tiametoksam; Tiofanat-metil; Triadimefon; Triadimenol; Trifloksistrobin. Pestisit kalıntıları (LC-MS/MS, GC-MS/MS): 2,4-D; Abamektin; Asefat; Asetamiprid; Azoksistrobin; Benalaksil; Bifentrin; Bitertanol; Boskalid; Bupirimat; Buprofezin; Kaptan; Karbaril; Karbendazim; Karbofuran; Klorantraniliprol; Klorpirifos; Klorpirifos-metil; Klotianidin; Siflutrin; Simoksanil; Sipermetrin; Siprokonazol; Siprodinil; Deltametrin; Diazinon; Diklorvos; Difenokonazol; Dimetoat; Dimetomorf; Emamektin benzoat; Epoksikonazol; Esfenvalerat; Etofenproks; Famoksadon; Fenamidon; Fenbukonazol; Fenheksamid; Fenpropatrin; Fipronil; Flonikamid; Fludioksonil; Flusilazol; Flutriafol; Heksakonazol; İmazalil; İmidakloprid; İndoksakarb; İprodion; Krezoksim-metil; Lambda-sihalotrin; Malation; Metalaksil; Metomil; Miklobutanil; Ometoat; Penkonazol; Permetrin; Pirimikarb; Piraklostrobin; Piridaben; Pirimetanil; Proklaraz; Profenofos; Propikonazol; Spinosad; Spirodiklofen; Tebukonazol; Tebufenpirad; Tetrakonazol; Tiakloprid; Tiametoksam; Tiofanat-metil; Triadimefon; Triadimenol; Trifloksistrobin. Pestisit kalıntıları (LC-MS/MS, GC-MS/MS): 2,4-D; Abamektin; Asefat; Asetamiprid; Azoksistrobin; Benalaksil; Bifentrin; Bitertanol; Boskalid; Bupirimat; Buprofezin; Kaptan; Karbaril; Karbendazim; Karbofuran; Klorantraniliprol; Klorpirifos; Klorpirifos-metil; Klotianidin; Siflutrin; Simoksanil; Sipermetrin; Siprokonazol; Siprodinil; Deltametrin; Diazinon; Diklorvos; Difenokonazol; Dimetoat; Dimetomorf; Emamektin benzoat; Epoksikonazol; Esfenvalerat; Etofenproks; Famoksadon; Fenamidon; Fenbukonazol; Fenheksamid; Fenpropatrin; Fipronil; Flonikamid; Fludioksonil; Flusilazol; Flutriafol; Heksakonazol; İmazalil; İmidakloprid; İndoksakarb; İprodion; Krezoksim-metil; Lambda-sihalotrin; Malation; Metalaksil; Metomil; Miklobutanil; Ometoat; Penkonazol; Permetrin; Pirimikarb; Piraklostrobin; Piridaben; Pirimetanil; Proklaraz; Profenofos; Propikonazol; Spinosad; Spirodiklofen; Tebukonazol; Tebufenpirad; Tetrakonazol; Tiakloprid; Tiametoksam; Tiofanat-metil; Triadimefon; Triadimenol; Trifloksistrobin. FR-LAB-21 Rev.03 Sayfa 5 / 8 [0,1735,307,2169]
page-footer: FR-LAB-21 Rev.03 Sayfa 4 / 8 [11,1728,296,1731]
page-footer: FR-LAB-21 Rev.03 Sayfa 3 / 8 [11,1295,296,1297]
pesticide-list: Pestisit kalıntıları (LC-MS/MS, GC-MS/MS): 2,4-D; Abamektin; Asefat; Asetamiprid; Azoksistrobin; Benalaksil; Bifentrin; Bitertanol; Boskalid; Bupirimat; Buprofezin; Kaptan; Karbaril; Karbendazim; Karbofuran; Klorantraniliprol; Klorpirifos; Klorpirifos-metil; Klotianidin; Siflutrin; Simoksanil; Sipermetrin; Siprokonazol; Siprodinil; Deltametrin; Diazinon; Diklorvos; Difenokonazol; Dimetoat; Dimetomorf; Emamektin benzoat; Epoksikonazol; Esfenvalerat; Etofenproks; Famoksadon; Fenamidon; Fenbukonazol; Fenheksamid; Fenpropatrin; Fipronil; Flonikamid; Fludioksonil; Flusilazol; Flutriafol; Heksakonazol; İmazalil; İmidakloprid; İndoksakarb; İprodion; Krezoksim-metil; Lambda-sihalotrin; Malation; Metalaksil; Metomil; Miklobutanil; Ometoat; Penkonazol; Permetrin; Pirimikarb; Piraklostrobin; Piridaben; Pirimetanil; Proklaraz; Profenofos; Propikonazol; Spinosad; Spirodiklofen; Tebukonazol; Tebufenpirad; Tetrakonazol; Tiakloprid; Tiametoksam; Tiofanat-metil; Triadimefon; Triadimenol; Trifloksistrobin. Pestisit kalıntıları (LC-MS/MS, GC-MS/MS): 2,4-D; Abamektin; Asefat; Asetamiprid; Azoksistrobin; Benalaksil; Bifentrin; Bitertanol; Boskalid; Bupirimat; Buprofezin; Kaptan; Karbaril; Karbendazim; Karbofuran; Klorantraniliprol; Klorpirifos; Klorpirifos-metil; Klotianidin; Siflutrin; Simoksanil; Sipermetrin; Siprokonazol; Siprodinil; Deltametrin; Diazinon; Diklorvos; Difenokonazol; Dimetoat; Dimetomorf; Emamektin benzoat; Epoksikonazol; Esfenvalerat; Etofenproks; Famoksadon; Fenamidon; Fenbukonazol; Fenheksamid; Fenpropatrin; Fipronil; Flonikamid; Fludioksonil; Flusilazol; Flutriafol; Heksakonazol; İmazalil; İmidakloprid; İndoksakarb; İprodion; Krezoksim-metil; Lambda-sihalotrin; Malation; Metalaksil; Metomil; Miklobutanil; Ometoat; Penkonazol; Permetrin; Pirimikarb; Piraklostrobin; Piridaben; Pirimetanil; Proklaraz; Profenofos; Propikonazol; Spinosad; Spirodiklofen; Tebukonazol; Tebufenpirad; Tetrakonazol; Tiakloprid; Tiametoksam; Tiofanat-metil; Triadimefon; Triadimenol; Trifloksistrobin. Pestisit kalıntıları (LC-MS/MS, GC-MS/MS): 2,4-D; Abamektin; Asefat; Asetamiprid; Azoksistrobin; Benalaksil; Bifentrin; Bitertanol; Boskalid; Bupirimat; Buprofezin; Kaptan; Karbaril; Karbendazim; Karbofuran; Klorantraniliprol; Klorpirifos; Klorpirifos-metil; Klotianidin; Siflutrin; Simoksanil; Sipermetrin; Siprokonazol; Siprodinil; Deltametrin; Diazinon; Diklorvos; Difenokonazol; Dimetoat; Dimetomorf; Emamektin benzoat; Epoksikonazol; Esfenvalerat; Etofenproks; Famoksadon; Fenamidon; Fenbukonazol; Fenheksamid; Fenpropatrin; Fipronil; Flonikamid; Fludioksonil; Flusilazol; Flutriafol; Heksakonazol; İmazalil; İmidakloprid; İndoksakarb; İprodion; Krezoksim-metil; Lambda-sihalotrin; Malation; Metalaksil; Metomil; Miklobutanil; Ometoat; Penkonazol; Permetrin; Pirimikarb; Piraklostrobin; Piridaben; Pirimetanil; Proklaraz; Profenofos; Propikonazol; Spinosad; Spirodiklofen; Tebukonazol; Tebufenpirad; Tetrakonazol; Tiakloprid; Tiametoksam; Tiofanat-metil; Triadimefon; Triadimenol; Trifloksistrobin. Pestisit kalıntıları (LC-MS/MS, GC-MS/MS): 2,4-D; Abamektin; Asefat; Asetamiprid; Azoksistrobin; Benalaksil; Bifentrin; Bitertanol; Boskalid; Bupirimat; Buprofezin; Kaptan; Karbaril; Karbendazim; Karbofuran; Klorantraniliprol; Klorpirifos; Klorpirifos-metil; Klotianidin; Siflutrin; Simoksanil; Sipermetrin; Siprokonazol; Siprodinil; Deltametrin; Diazinon; Diklorvos; Difenokonazol; Dimetoat; Dimetomorf; Emamektin benzoat; Epoksikonazol; Esfenvalerat; Etofenproks; Famoksadon; Fenamidon; Fenbukonazol; Fenheksamid; Fenpropatrin; Fipronil; Flonikamid; Fludioksonil; Flusilazol; Flutriafol; Heksakonazol; İmazalil; İmidakloprid; İndoksakarb; İprodion; Krezoksim-metil; Lambda-sihalotrin; Malation; Metalaksil; Metomil; Miklobutanil; Ometoat; Penkonazol; Permetrin; Pirimikarb; Piraklostrobin; Piridaben; Pirimetanil; Proklaraz; Profenofos; Propikonazol; Spinosad; Spirodiklofen; Tebukonazol; Tebufenpirad; Tetrakonazol; Tiakloprid; Tiametoksam; Tiofanat-metil; Triadimefon; Triadimenol; Trifloksistrobin. Pestisit kalıntıları (LC-MS/MS, GC-MS/MS): 2,4-D; Abamektin; Asefat; Asetamiprid; Azoksistrobin; Benalaksil; Bifentrin; Bitertanol; Boskalid; Bupirimat; Buprofezin; Kaptan; Karbaril; Karbendazim; Karbofuran; Klorantraniliprol; Klorpirifos; Klorpirifos-metil; Klotianidin; Siflutrin; Simoksanil; Sipermetrin; Siprokonazol; Siprodinil; Deltametrin; Diazinon; Diklorvos; Difenokonazol; Dimetoat; Dimetomorf; Emamektin benzoat; Epoksikonazol; Esfenvalerat; Etofenproks; Famoksadon; Fenamidon; Fenbukonazol; Fenheksamid; Fenpropatrin; Fipronil; Flonikamid; Fludioksonil; Flusilazol; Flutriafol; Heksakonazol; İmazalil; İmidakloprid; İndoksakarb; İprodion; Krezoksim-metil; Lambda-sihalotrin; Malation; Metalaksil; Metomil; Miklobutanil; Ometoat; Penkonazol; Permetrin; Pirimikarb; Piraklostrobin; Piridaben; Pirimetanil; Proklaraz; Profenofos; Propikonazol; Spinosad; Spirodiklofen; Tebukonazol; Tebufenpirad; Tetrakonazol; Tiakloprid; Tiametoksam; Tiofanat-metil; Triadimefon; Triadimenol; Trifloksistrobin. Pestisit kalıntıları (LC-MS/MS, GC-MS/MS): 2,4-D; Abamektin; Asefat; Asetamiprid; Azoksistrobin; Benalaksil; Bifentrin; Bitertanol; Boskalid; Bupirimat; Buprofezin; Kaptan; Karbaril; Karbendazim; Karbofuran; Klorantraniliprol; Klorpirifos; Klorpirifos-metil; Klotianidin; Siflutrin; Simoksanil; Sipermetrin; Siprokonazol; Siprodinil; Deltametrin; Diazinon; Diklorvos; Difenokonazol; Dimetoat; Dimetomorf; Emamektin benzoat; Epoksikonazol; Esfenvalerat; Etofenproks; Famoksadon; Fenamidon; Fenbukonazol; Fenheksamid; Fenpropatrin; Fipronil; Flonikamid; Fludioksonil; Flusilazol; Flutriafol; Heksakonazol; İmazalil; İmidakloprid; İndoksakarb; İprodion; Krezoksim-metil; Lambda-sihalotrin; Malation; Metalaksil; Metomil; Miklobutanil; Ometoat; Penkonazol; Permetrin; Pirimikarb; Piraklostrobin; Piridaben; Pirimetanil; Proklaraz; Profenofos; Propikonazol; Spinosad; Spirodiklofen; Tebukonazol; Tebufenpirad; Tetrakonazol; Tiakloprid; Tiametoksam; Tiofanat-metil; Triadimefon; Triadimenol; Trifloksistrobin. Pestisit kalıntıları (LC-MS/MS, GC-MS/MS): 2,4-D; Abamektin; Asefat; Asetamiprid; Azoksistrobin; Benalaksil; Bifentrin; Bitertanol; Boskalid; Bupirimat; Buprofezin; Kaptan; Karbaril; Karbendazim; Karbofuran; Klorantraniliprol; Klorpirifos; Klorpirifos-metil; Klotianidin; Siflutrin; Simoksanil; Sipermetrin; Siprokonazol; Siprodinil; Deltametrin; Diazinon; Diklorvos; Difenokonazol; Dimetoat; Dimetomorf; Emamektin benzoat; Epoksikonazol; Esfenvalerat; Etofenproks; Famoksadon; Fenamidon; Fenbukonazol; Fenheksamid; Fenpropatrin; Fipronil; Flonikamid; Fludioksonil; Flusilazol; Flutriafol; Heksakonazol; İmazalil; İmidakloprid; İndoksakarb; İprodion; Krezoksim-metil; Lambda-sihalotrin; Malation; Metalaksil; Metomil; Miklobutanil; Ometoat; Penkonazol; Permetrin; Pirimikarb; Piraklostrobin; Piridaben; Pirimetanil; Proklaraz; Profenofos; Propikonazol; Spinosad; Spirodiklofen; Tebukonazol; Tebufenpirad; Tetrakonazol; Tiakloprid; Tiametoksam; Tiofanat-metil; Triadimefon; Triadimenol; Trifloksistrobin. Pestisit kalıntıları (LC-MS/MS, GC-MS/MS): 2,4-D; Abamektin; Asefat; Asetamiprid; Azoksistrobin; Benalaksil; Bifentrin; Bitertanol; Boskalid; Bupirimat; Buprofezin; Kaptan; Karbaril; Karbendazim; Karbofuran; Klorantraniliprol; Klorpirifos; Klorpirifos-metil; Klotianidin; Siflutrin; Simoksanil; Sipermetrin; Siprokonazol; Siprodinil; Deltametrin; Diazinon; Diklorvos; Difenokonazol; Dimetoat; Dimetomorf; Emamektin benzoat; Epoksikonazol; Esfenvalerat; Etofenproks; Famoksadon; Fenamidon; Fenbukonazol; Fenheksamid; Fenpropatrin; Fipronil; Flonikamid; Fludioksonil; Flusilazol; Flutriafol; Heksakonazol; İmazalil; İmidakloprid; İndoksakarb; İprodion; Krezoksim-metil; Lambda-sihalotrin; Malation; Metalaksil; Metomil; Miklobutanil; Ometoat; Penkonazol; Permetrin; Pirimikarb; Piraklostrobin; Piridaben; Pirimetanil; Proklaraz; Profenofos; Propikonazol; Spinosad; Spirodiklofen; Tebukonazol; Tebufenpirad; Tetrakonazol; Tiakloprid; Tiametoksam; Tiofanat-metil; Triadimefon; Triadimenol; Trifloksistrobin. [11,499,296,563]
pesticide-list: Pestisit kalıntıları (LC-MS/MS, GC-MS/MS): 2,4-D; Abamektin; Asefat; Asetamiprid; Azoksistrobin; Benalaksil; Bifentrin; Bitertanol; Boskalid; Bupirimat; Buprofezin; Kaptan; Karbaril; Karbendazim; Karbofuran; Klorantraniliprol; Klorpirifos; Klorpirifos-metil; Klotianidin; Siflutrin; Simoksanil; Sipermetrin; Siprokonazol; Siprodinil; Deltametrin; Diazinon; Diklorvos; Difenokonazol; Dimetoat; Dimetomorf; Emamektin benzoat; Epoksikonazol; Esfenvalerat; Etofenproks; Famoksadon; Fenamidon; Fenbukonazol; Fenheksamid; Fenpropatrin; Fipronil; Flonikamid; Fludioksonil; Flusilazol; Flutriafol; Heksakonazol; İmazalil; İmidakloprid; İndoksakarb; İprodion; Krezoksim-metil; Lambda-sihalotrin; Malation; Metalaksil; Metomil; Miklobutanil; Ometoat; Penkonazol; Permetrin; Pirimikarb; Piraklostrobin; Piridaben; Pirimetanil; Proklaraz; Profenofos; Propikonazol; Spinosad; Spirodiklofen; Tebukonazol; Tebufenpirad; Tetrakonazol; Tiakloprid; Tiametoksam; Tiofanat-metil; Triadimefon; Triadimenol; Trifloksistrobin. Pestisit kalıntıları (LC-MS/MS, GC-MS/MS): 2,4-D; Abamektin; Asefat; Asetamiprid; Azoksistrobin; Benalaksil; Bifentrin; Bitertanol; Boskalid; Bupirimat; Buprofezin; Kaptan; Karbaril; Karbendazim; Karbofuran; Klorantraniliprol; Klorpirifos; Klorpirifos-metil; Klotianidin; Siflutrin; Simoksanil; Sipermetrin; Siprokonazol; Siprodinil; Deltametrin; Diazinon; Diklorvos; Difenokonazol; Dimetoat; Dimetomorf; Emamektin benzoat; Epoksikonazol; Esfenvalerat; Etofenproks; Famoksadon; Fenamidon; Fenbukonazol; Fenheksamid; Fenpropatrin; Fipronil; Flonikamid; Fludioksonil; Flusilazol; Flutriafol; Heksakonazol; İmazalil; İmidakloprid; İndoksakarb; İprodion; Krezoksim-metil; Lambda-sihalotrin; Malation; Metalaksil; Metomil; Miklobutanil; Ometoat; Penkonazol; Permetrin; Pirimikarb; Piraklostrobin; Piridaben; Pirimetanil; Proklaraz; Profenofos; Propikonazol; Spinosad; Spirodiklofen; Tebukonazol; Tebufenpirad; Tetrakonazol; Tiakloprid; Tiametoksam; Tiofanat-metil; Triadimefon; Triadimenol; Trifloksistrobin. Pestisit kalıntıları (LC-MS/MS, GC-MS/MS): 2,4-D; Abamektin; Asefat; Asetamiprid; Azoksistrobin; Benalaksil; Bifentrin; Bitertanol; Boskalid; Bupirimat; Buprofezin; Kaptan; Karbaril; Karbendazim; Karbofuran; Klorantraniliprol; Klorpirifos; Klorpirifos-metil; Klotianidin; Siflutrin; Simoksanil; Sipermetrin; Siprokonazol; Siprodinil; Deltametrin; Diazinon; Diklorvos; Difenokonazol; Dimetoat; Dimetomorf; Emamektin benzoat; Epoksikonazol; Esfenvalerat; Etofenproks; Famoksadon; Fenamidon; Fenbukonazol; Fenheksamid; Fenpropatrin; Fipronil; Flonikamid; Fludioksonil; Flusilazol; Flutriafol; Heksakonazol; İmazalil; İmidakloprid; İndoksakarb; İprodion; Krezoksim-metil; Lambda-sihalotrin; Malation; Metalaksil; Metomil; Miklobutanil; Ometoat; Penkonazol; Permetrin; Pirimikarb; Piraklostrobin; Piridaben; Pirimetanil; Proklaraz; Profenofos; Propikonazol; Spinosad; Spirodiklofen; Tebukonazol; Tebufenpirad; Tetrakonazol; Tiakloprid; Tiametoksam; Tiofanat-metil; Triadimefon; Triadimenol; Trifloksistrobin. Pestisit kalıntıları (LC-MS/MS, GC-MS/MS): 2,4-D; Abamektin; Asefat; Asetamiprid; Azoksistrobin; Benalaksil; Bifentrin; Bitertanol; Boskalid; Bupirimat; Buprofezin; Kaptan; Karbaril; Karbendazim; Karbofuran; Klorantraniliprol; Klorpirifos; Klorpirifos-metil; Klotianidin; Siflutrin; Simoksanil; Sipermetrin; Siprokonazol; Siprodinil; Deltametrin; Diazinon; Diklorvos; Difenokonazol; Dimetoat; Dimetomorf; Emamektin benzoat; Epoksikonazol; Esfenvalerat; Etofenproks; Famoksadon; Fenamidon; Fenbukonazol; Fenheksamid; Fenpropatrin; Fipronil; Flonikamid; Fludioksonil; Flusilazol; Flutriafol; Heksakonazol; İmazalil; İmidakloprid; İndoksakarb; İprodion; Krezoksim-metil; Lambda-sihalotrin; Malation; Metalaksil; Metomil; Miklobutanil; Ometoat; Penkonazol; Permetrin; Pirimikarb; Piraklostrobin; Piridaben; Pirimetanil; Proklaraz; Profenofos; Propikonazol; Spinosad; Spirodiklofen; Tebukonazol; Tebufenpirad; Tetrakonazol; Tiakloprid; Tiametoksam; Tiofanat-metil; Triadimefon; Triadimenol; Trifloksistrobin. Pestisit kalıntıları (LC-MS/MS, GC-MS/MS): 2,4-D; Abamektin; Asefat; Asetamiprid; Azoksistrobin; Benalaksil; Bifentrin; Bitertanol; Boskalid; Bupirimat; Buprofezin; Kaptan; Karbaril; Karbendazim; Karbofuran; Klorantraniliprol; Klorpirifos; Klorpirifos-metil; Klotianidin; Siflutrin; Simoksanil; Sipermetrin; Siprokonazol; Siprodinil; Deltametrin; Diazinon; Diklorvos; Difenokonazol; Dimetoat; Dimetomorf; Emamektin benzoat; Epoksikonazol; Esfenvalerat; Etofenproks; Famoksadon; Fenamidon; Fenbukonazol; Fenheksamid; Fenpropatrin; Fipronil; Flonikamid; Fludioksonil; Flusilazol; Flutriafol; Heksakonazol; İmazalil; İmidakloprid; İndoksakarb; İprodion; Krezoksim-metil; Lambda-sihalotrin; Malation; Metalaksil; Metomil; Miklobutanil; Ometoat; Penkonazol; Permetrin; Pirimikarb; Piraklostrobin; Piridaben; Pirimetanil; Proklaraz; Profenofos; Propikonazol; Spinosad; Spirodiklofen; Tebukonazol; Tebufenpirad; Tetrakonazol; Tiakloprid; Tiametoksam; Tiofanat-metil; Triadimefon; Triadimenol; Trifloksistrobin. Pestisit kalıntıları (LC-MS/MS, GC-MS/MS): 2,4-D; Abamektin; Asefat; Asetamiprid; Azoksistrobin; Benalaksil; Bifentrin; Bitertanol; Boskalid; Bupirimat; Buprofezin; Kaptan; Karbaril; Karbendazim; Karbofuran; Klorantraniliprol; Klorpirifos; Klorpirifos-metil; Klotianidin; Siflutrin; Simoksanil; Sipermetrin; Siprokonazol; Siprodinil; Deltametrin; Diazinon; Diklorvos; Difenokonazol; Dimetoat; Dimetomorf; Emamektin benzoat; Epoksikonazol; Esfenvalerat; Etofenproks; Famoksadon; Fenamidon; Fenbukonazol; Fenheksamid; Fenpropatrin; Fipronil; Flonikamid; Fludioksonil; Flusilazol; Flutriafol; Heksakonazol; İmazalil; İmidakloprid; İndoksakarb; İprodion; Krezoksim-metil; Lambda-sihalotrin; Malation; Metalaksil; Metomil; Miklobutanil; Ometoat; Penkonazol; Permetrin; Pirimikarb; Piraklostrobin; Piridaben; Pirimetanil; Proklaraz; Profenofos; Propikonazol; Spinosad; Spirodiklofen; Tebukonazol; Tebufenpirad; Tetrakonazol; Tiakloprid; Tiametoksam; Tiofanat-metil; Triadimefon; Triadimenol; Trifloksistrobin. Pestisit kalıntıları (LC-MS/MS, GC-MS/MS): 2,4-D; Abamektin; Asefat; Asetamiprid; Azoksistrobin; Benalaksil; Bifentrin; Bitertanol; Boskalid; Bupirimat; Buprofezin; Kaptan; Karbaril; Karbendazim; Karbofuran; Klorantraniliprol; Klorpirifos; Klorpirifos-metil; Klotianidin; Siflutrin; Simoksanil; Sipermetrin; Siprokonazol; Siprodinil; Deltametrin; Diazinon; Diklorvos; Difenokonazol; Dimetoat; Dimetomorf; Emamektin benzoat; Epoksikonazol; Esfenvalerat; Etofenproks; Famoksadon; Fenamidon; Fenbukonazol; Fenheksamid; Fenpropatrin; Fipronil; Flonikamid; Fludioksonil; Flusilazol; Flutriafol; Heksakonazol; İmazalil; İmidakloprid; İndoksakarb; İprodion; Krezoksim-metil; Lambda-sihalotrin; Malation; Metalaksil; Metomil; Miklobutanil; Ometoat; Penkonazol; Permetrin; Pirimikarb; Piraklostrobin; Piridaben; Pirimetanil; Proklaraz; Profenofos; Propikonazol; Spinosad; Spirodiklofen; Tebukonazol; Tebufenpirad; Tetrakonazol; Tiakloprid; Tiametoksam; Tiofanat-metil; Triadimefon; Triadimenol; Trifloksistrobin. Pestisit kalıntıları (LC-MS/MS, GC-MS/MS): 2,4-D; Abamektin; Asefat; Asetamiprid; Azoksistrobin; Benalaksil; Bifentrin; Bitertanol; Boskalid; Bupirimat; Buprofezin; Kaptan; Karbaril; Karbendazim; Karbofuran; Klorantraniliprol; Klorpirifos; Klorpirifos-metil; Klotianidin; Siflutrin; Simoksanil; Sipermetrin; Siprokonazol; Siprodinil; Deltametrin; Diazinon; Diklorvos; Difenokonazol; Dimetoat; Dimetomorf; Emamektin benzoat; Epoksikonazol; Esfenvalerat; Etofenproks; Famoksadon; Fenamidon; Fenbukonazol; Fenheksamid; Fenpropatrin; Fipronil; Flonikamid; Fludioksonil; Flusilazol; Flutriafol; Heksakonazol; İmazalil; İmidakloprid; İndoksakarb; İprodion; Krezoksim-metil; Lambda-sihalotrin; Malation; Metalaksil; Metomil; Miklobutanil; Ometoat; Penkonazol; Permetrin; Pirimikarb; Piraklostrobin; Piridaben; Pirimetanil; Proklaraz; Profenofos; Propikonazol; Spinosad; Spirodiklofen; Tebukonazol; Tebufenpirad; Tetrakonazol; Tiakloprid; Tiametoksam; Tiofanat-metil; Triadimefon; Triadimenol; Trifloksistrobin. [11,2234,296,2298]
table-header: Analiz Metot Birim Sonuç Limit Değerlendirme [11,927,262,929]
pesticide-list: Pestisit kalıntıları (LC-MS/MS, GC-MS/MS): 2,4-D; Abamektin; Asefat; Asetamiprid; Azoksistrobin; Benalaksil; Bifentrin; Bitertanol; Boskalid; Bupirimat; Buprofezin; Kaptan; Karbaril; Karbendazim; Karbofuran; Klorantraniliprol; Klorpirifos; Klorpirifos-metil; Klotianidin; Siflutrin; Simoksanil; Sipermetrin; Siprokonazol; Siprodinil; Deltametrin; Diazinon; Diklorvos; Difenokonazol; Dimetoat; Dimetomorf; Emamektin benzoat; Epoksikonazol; Esfenvalerat; Etofenproks; Famoksadon; Fenamidon; Fenbukonazol; Fenheksamid; Fenpropatrin; Fipronil; Flonikamid; Fludioksonil; Flusilazol; Flutriafol; Heksakonazol; İmazalil; İmidakloprid; İndoksakarb; İprodion; Krezoksim-metil; Lambda-sihalotrin; Malation; Metalaksil; Metomil; Miklobutanil; Ometoat; Penkonazol; Permetrin; Pirimikarb; Piraklostrobin; Piridaben; Pirimetanil; Proklaraz; Profenofos; Propikonazol; Spinosad; Spirodiklofen; Tebukonazol; Tebufenpirad; Tetrakonazol; Tiakloprid; Tiametoksam; Tiofanat-metil; Triadimefon; Triadimenol; Trifloksistrobin. Pestisit kalıntıları (LC-MS/MS, GC-MS/MS): 2,4-D; Abamektin; Asefat; Asetamiprid; Azoksistrobin; Benalaksil; Bifentrin; Bitertanol; Boskalid; Bupirimat; Buprofezin; Kaptan; Karbaril; Karbendazim; Karbofuran; Klorantraniliprol; Klorpirifos; Klorpirifos-metil; Klotianidin; Siflutrin; Simoksanil; Sipermetrin; Siprokonazol; Siprodinil; Deltametrin; Diazinon; Diklorvos; Difenokonazol; Dimetoat; Dimetomorf; Emamektin benzoat; Epoksikonazol; Esfenvalerat; Etofenproks; Famoksadon; Fenamidon; Fenbukonazol; Fenheksamid; Fenpropatrin; Fipronil; Flonikamid; Fludioksonil; Flusilazol; Flutriafol; Heksakonazol; İmazalil; İmidakloprid; İndoksakarb; İprodion; Krezoksim-metil; Lambda-sihalotrin; Malation; Metalaksil; Metomil; Miklobutanil; Ometoat; Penkonazol; Permetrin; Pirimikarb; Piraklostrobin; Piridaben; Pirimetanil; Proklaraz; Profenofos; Propikonazol; Spinosad; Spirodiklofen; Tebukonazol; Tebufenpirad; Tetrakonazol; Tiakloprid; Tiametoksam; Tiofanat-metil; Triadimefon; Triadimenol; Trifloksistrobin. Pestisit kalıntıları (LC-MS/MS, GC-MS/MS): 2,4-D; Abamektin; Asefat; Asetamiprid; Azoksistrobin; Benalaksil; Bifentrin; Bitertanol; Boskalid; Bupirimat; Buprofezin; Kaptan; Karbaril; Karbendazim; Karbofuran; Klorantraniliprol; Klorpirifos; Klorpirifos-metil; Klotianidin; Siflutrin; Simoksanil; Sipermetrin; Siprokonazol; Siprodinil; Deltametrin; Diazinon; Diklorvos; Difenokonazol; Dimetoat; Dimetomorf; Emamektin benzoat; Epoksikonazol; Esfenvalerat; Etofenproks; Famoksadon; Fenamidon; Fenbukonazol; Fenheksamid; Fenpropatrin; Fipronil; Flonikamid; Fludioksonil; Flusilazol; Flutriafol; Heksakonazol; İmazalil; İmidakloprid; İndoksakarb; İprodion; Krezoksim-metil; Lambda-sihalotrin; Malation; Metalaksil; Metomil; Miklobutanil; Ometoat; Penkonazol; Permetrin; Pirimikarb; Piraklostrobin; Piridaben; Pirimetanil; Proklaraz; Profenofos; Propikonazol; Spinosad; Spirodiklofen; Tebukonazol; Tebufenpirad; Tetrakonazol; Tiakloprid; Tiametoksam; Tiofanat-metil; Triadimefon; Triadimenol; Trifloksistrobin. Pestisit kalıntıları (LC-MS/MS, GC-MS/MS): 2,4-D; Abamektin; Asefat; Asetamiprid; Azoksistrobin; Benalaksil; Bifentrin; Bitertanol; Boskalid; Bupirimat; Buprofezin; Kaptan; Karbaril; Karbendazim; Karbofuran; Klorantraniliprol; Klorpirifos; Klorpirifos-metil; Klotianidin; Siflutrin; Simoksanil; Sipermetrin; Siprokonazol; Siprodinil; Deltametrin; Diazinon; Diklorvos; Difenokonazol; Dimetoat; Dimetomorf; Emamektin benzoat; Epoksikonazol; Esfenvalerat; Etofenproks; Famoksadon; Fenamidon; Fenbukonazol; Fenheksamid; Fenpropatrin; Fipronil; Flonikamid; Fludioksonil; Flusilazol; Flutriafol; Heksakonazol; İmazalil; İmidakloprid; İndoksakarb; İprodion; Krezoksim-metil; Lambda-sihalotrin; Malation; Metalaksil; Metomil; Miklobutanil; Ometoat; Penkonazol; Permetrin; Pirimikarb; Piraklostrobin; Piridaben; Pirimetanil; Proklaraz; Profenofos; Propikonazol; Spinosad; Spirodiklofen; Tebukonazol; Tebufenpirad; Tetrakonazol; Tiakloprid; Tiametoksam; Tiofanat-metil; Triadimefon; Triadimenol; Trifloksistrobin. Pestisit kalıntıları (LC-MS/MS, GC-MS/MS): 2,4-D; Abamektin; Asefat; Asetamiprid; Azoksistrobin; Benalaksil; Bifentrin; Bitertanol; Boskalid; Bupirimat; Buprofezin; Kaptan; Karbaril; Karbendazim; Karbofuran; Klorantraniliprol; Klorpirifos; Klorpirifos-metil; Klotianidin; Siflutrin; Simoksanil; Sipermetrin; Siprokonazol; Siprodinil; Deltametrin; Diazinon; Diklorvos; Difenokonazol; Dimetoat; Dimetomorf; Emamektin benzoat; Epoksikonazol; Esfenvalerat; Etofenproks; Famoksadon; Fenamidon; Fenbukonazol; Fenheksamid; Fenpropatrin; Fipronil; Flonikamid; Fludioksonil; Flusilazol; Flutriafol; Heksakonazol; İmazalil; İmidakloprid; İndoksakarb; İprodion; Krezoksim-metil; Lambda-sihalotrin; Malation; Metalaksil; Metomil; Miklobutanil; Ometoat; Penkonazol; Permetrin; Pirimikarb; Piraklostrobin; Piridaben; Pirimetanil; Proklaraz; Profenofos; Propikonazol; Spinosad; Spirodiklofen; Tebukonazol; Tebufenpirad; Tetrakonazol; Tiakloprid; Tiametoksam; Tiofanat-metil; Triadimefon; Triadimenol; Trifloksistrobin. Pestisit kalıntıları (LC-MS/MS, GC-MS/MS): 2,4-D; Abamektin; Asefat; Asetamiprid; Azoksistrobin; Benalaksil; Bifentrin; Bitertanol; Boskalid; Bupirimat; Buprofezin; Kaptan; Karbaril; Karbendazim; Karbofuran; Klorantraniliprol; Klorpirifos; Klorpirifos-metil; Klotianidin; Siflutrin; Simoksanil; Sipermetrin; Siprokonazol; Siprodinil; Deltametrin; Diazinon; Diklorvos; Difenokonazol; Dimetoat; Dimetomorf; Emamektin benzoat; Epoksikonazol; Esfenvalerat; Etofenproks; Famoksadon; Fenamidon; Fenbukonazol; Fenheksamid; Fenpropatrin; Fipronil; Flonikamid; Fludioksonil; Flusilazol; Flutriafol; Heksakonazol; İmazalil; İmidakloprid; İndoksakarb; İprodion; Krezoksim-metil; Lambda-sihalotrin; Malation; Metalaksil; Metomil; Miklobutanil; Ometoat; Penkonazol; Permetrin; Pirimikarb; Piraklostrobin; Piridaben; Pirimetanil; Proklaraz; Profenofos; Propikonazol; Spinosad; Spirodiklofen; Tebukonazol; Tebufenpirad; Tetrakonazol; Tiakloprid; Tiametoksam; Tiofanat-metil; Triadimefon; Triadimenol; Trifloksistrobin. Pestisit kalıntıları (LC-MS/MS, GC-MS/MS): 2,4-D; Abamektin; Asefat; Asetamiprid; Azoksistrobin; Benalaksil; Bifentrin; Bitertanol; Boskalid; Bupirimat; Buprofezin; Kaptan; Karbaril; Karbendazim; Karbofuran; Klorantraniliprol; Klorpirifos; Klorpirifos-metil; Klotianidin; Siflutrin; Simoksanil; Sipermetrin; Siprokonazol; Siprodinil; Deltametrin; Diazinon; Diklorvos; Difenokonazol; Dimetoat; Dimetomorf; Emamektin benzoat; Epoksikonazol; Esfenvalerat; Etofenproks; Famoksadon; Fenamidon; Fenbukonazol; Fenheksamid; Fenpropatrin; Fipronil; Flonikamid; Fludioksonil; Flusilazol; Flutriafol; Heksakonazol; İmazalil; İmidakloprid; İndoksakarb; İprodion; Krezoksim-metil; Lambda-sihalotrin; Malation; Metalaksil; Metomil; Miklobutanil; Ometoat; Penkonazol; Permetrin; Pirimikarb; Piraklostrobin; Piridaben; Pirimetanil; Proklaraz; Profenofos; Propikonazol; Spinosad; Spirodiklofen; Tebukonazol; Tebufenpirad; Tetrakonazol; Tiakloprid; Tiametoksam; Tiofanat-metil; Triadimefon; Triadimenol; Trifloksistrobin. Pestisit kalıntıları (LC-MS/MS, GC-MS/MS): 2,4-D; Abamektin; Asefat; Asetamiprid; Azoksistrobin; Benalaksil; Bifentrin; Bitertanol; Boskalid; Bupirimat; Buprofezin; Kaptan; Karbaril; Karbendazim; Karbofuran; Klorantraniliprol; Klorpirifos; Klorpirifos-metil; Klotianidin; Siflutrin; Simoksanil; Sipermetrin; Siprokonazol; Siprodinil; Deltametrin; Diazinon; Diklorvos; Difenokonazol; Dimetoat; Dimetomorf; Emamektin benzoat; Epoksikonazol; Esfenvalerat; Etofenproks; Famoksadon; Fenamidon; Fenbukonazol; Fenheksamid; Fenpropatrin; Fipronil; Flonikamid; Fludioksonil; Flusilazol; Flutriafol; Heksakonazol; İmazalil; İmidakloprid; İndoksakarb; İprodion; Krezoksim-metil; Lambda-sihalotrin; Malation; Metalaksil; Metomil; Miklobutanil; Ometoat; Penkonazol; Permetrin; Pirimikarb; Piraklostrobin; Piridaben; Pirimetanil; Proklaraz; Profenofos; Propikonazol; Spinosad; Spirodiklofen; Tebukonazol; Tebufenpirad; Tetrakonazol; Tiakloprid; Tiametoksam; Tiofanat-metil; Triadimefon; Triadimenol; Trifloksistrobin. [11,123,296,187]
page-footer: FR-LAB-21 Rev.03 Sayfa 2 / 8 [11,861,296,863]
page-meta: Rapor No 2024/12345 Tarih 11.03.2024 Numune No 12345 Sayfa 4 / 8 [11,1344,296,1359]
table-header: Analiz Metot Birim Sonuç Limit Değerlendirme [11,2229,262,2231]
analysis-table: Analiz Metot Birim Sonuç Limit Değerlendirme Pestisit kalıntıları (LC-MS/MS, GC-MS/MS): 2,4-D; Abamektin; Asefat; Asetamiprid; Azoksistrobin; Benalaksil; Bifentrin; Bitertanol; Boskalid; Bupirimat; Buprofezin; Kaptan; Karbaril; Karbendazim; Karbofuran; Klorantraniliprol; Klorpirifos; Klorpirifos-metil; Klotianidin; Siflutrin; Simoksanil; Sipermetrin; Siprokonazol; Siprodinil; Deltametrin; Diazinon; Diklorvos; Difenokonazol; Dimetoat; Dimetomorf; Emamektin benzoat; Epoksikonazol; Esfenvalerat; Etofenproks; Famoksadon; Fenamidon; Fenbukonazol; Fenheksamid; Fenpropatrin; Fipronil; Flonikamid; Fludioksonil; Flusilazol; Flutriafol; Heksakonazol; İmazalil; İmidakloprid; İndoksakarb; İprodion; Krezoksim-metil; Lambda-sihalotrin; Malation; Metalaksil; Metomil; Miklobutanil; Ometoat; Penkonazol; Permetrin; Pirimikarb; Piraklostrobin; Piridaben; Pirimetanil; Proklaraz; Profenofos; Propikonazol; Spinosad; Spirodiklofen; Tebukonazol; Tebufenpirad; Tetrakonazol; Tiakloprid; Tiametoksam; Tiofanat-metil; Triadimefon; Triadimenol; Trifloksistrobin. Pestisit kalıntıları (LC-MS/MS, GC-MS/MS): 2,4-D; Abamektin; Asefat; Asetamiprid; Azoksistrobin; Benalaksil; Bifentrin; Bitertanol; Boskalid; Bupirimat; Buprofezin; Kaptan; Karbaril; Karbendazim; Karbofuran; Klorantraniliprol; Klorpirifos; Klorpirifos-metil; Klotianidin; Siflutrin; Simoksanil; Sipermetrin; Siprokonazol; Siprodinil; Deltametrin; Diazinon; Diklorvos; Difenokonazol; Dimetoat; Dimetomorf; Emamektin benzoat; Epoksikonazol; Esfenvalerat; Etofenproks; Famoksadon; Fenamidon; Fenbukonazol; Fenheksamid; Fenpropatrin; Fipronil; Flonikamid; Fludioksonil; Flusilazol; Flutriafol; Heksakonazol; İmazalil; İmidakloprid; İndoksakarb; İprodion; Krezoksim-metil; Lambda-sihalotrin; Malation; Metalaksil; Metomil; Miklobutanil; Ometoat; Penkonazol; Permetrin; Pirimikarb; Piraklostrobin; Piridaben; Pirimetanil; Proklaraz; Profenofos; Propikonazol; Spinosad; Spirodiklofen; Tebukonazol; Tebufenpirad; Tetrakonazol; Tiakloprid; Tiametoksam; Tiofanat-metil; Triadimefon; Triadimenol; Trifloksistrobin. Pestisit kalıntıları (LC-MS/MS, GC-MS/MS): 2,4-D; Abamektin; Asefat; Asetamiprid; Azoksistrobin; Benalaksil; Bifentrin; Bitertanol; Boskalid; Bupirimat; Buprofezin; Kaptan; Karbaril; Karbendazim; Karbofuran; Klorantraniliprol; Klorpirifos; Klorpirifos-metil; Klotianidin; Siflutrin; Simoksanil; Sipermetrin; Siprokonazol; Siprodinil; Deltametrin; Diazinon; Diklorvos; Difenokonazol; Dimetoat; Dimetomorf; Emamektin benzoat; Epoksikonazol; Esfenvalerat; Etofenproks; Famoksadon; Fenamidon; Fenbukonazol; Fenheksamid; Fenpropatrin; Fipronil; Flonikamid; Fludioksonil; Flusilazol; Flutriafol; Heksakonazol; İmazalil; İmidakloprid; İndoksakarb; İprodion; Krezoksim-metil; Lambda-sihalotrin; Malation; Metalaksil; Metomil; Miklobutanil; Ometoat; Penkonazol; Permetrin; Pirimikarb; Piraklostrobin; Piridaben; Pirimetanil; Proklaraz; Profenofos; Propikonazol; Spinosad; Spirodiklofen; Tebukonazol; Tebufenpirad; Tetrakonazol; Tiakloprid; Tiametoksam; Tiofanat-metil; Triadimefon; Triadimenol; Trifloksistrobin. Pestisit kalıntıları (LC-MS/MS, GC-MS/MS): 2,4-D; Abamektin; Asefat; Asetamiprid; Azoksistrobin; Benalaksil; Bifentrin; Bitertanol; Boskalid; Bupirimat; Buprofezin; Kaptan; Karbaril; Karbendazim; Karbofuran; Klorantraniliprol; Klorpirifos; Klorpirifos-metil; Klotianidin; Siflutrin; Simoksanil; Sipermetrin; Siprokonazol; Siprodinil; Deltametrin; Diazinon; Diklorvos; Difenokonazol; Dimetoat; Dimetomorf; Emamektin benzoat; Epoksikonazol; Esfenvalerat; Etofenproks; Famoksadon; Fenamidon; Fenbukonazol; Fenheksamid; Fenpropatrin; Fipronil; Flonikamid; Fludioksonil; Flusilazol; Flutriafol; Heksakonazol; İmazalil; İmidakloprid; İndoksakarb; İprodion; Krezoksim-metil; Lambda-sihalotrin; Malation; Metalaksil; Metomil; Miklobutanil; Ometoat; Penkonazol; Permetrin; Pirimikarb; Piraklostrobin; Piridaben; Pirimetanil; Proklaraz; Profenofos; Propikonazol; Spinosad; Spirodiklofen; Tebukonazol; Tebufenpirad; Tetrakonazol; Tiakloprid; Tiametoksam; Tiofanat-metil; Triadimefon; Triadimenol; Trifloksistrobin. Pestisit kalıntıları (LC-MS/MS, GC-MS/MS): 2,4-D; Abamektin; Asefat; Asetamiprid; Azoksistrobin; Benalaksil; Bifentrin; Bitertanol; Boskalid; Bupirimat; Buprofezin; Kaptan; Karbaril; Karbendazim; Karbofuran; Klorantraniliprol; Klorpirifos; Klorpirifos-metil; Klotianidin; Siflutrin; Simoksanil; Sipermetrin; Siprokonazol; Siprodinil; Deltametrin; Diazinon; Diklorvos; Difenokonazol; Dimetoat; Dimetomorf; Emamektin benzoat; Epoksikonazol; Esfenvalerat; Etofenproks; Famoksadon; Fenamidon; Fenbukonazol; Fenheksamid; Fenpropatrin; Fipronil; Flonikamid; Fludioksonil; Flusilazol; Flutriafol; Heksakonazol; İmazalil; İmidakloprid; İndoksakarb; İprodion; Krezoksim-metil; Lambda-sihalotrin; Malation; Metalaksil; Metomil; Miklobutanil; Ometoat; Penkonazol; Permetrin; Pirimikarb; Piraklostrobin; Piridaben; Pirimetanil; Proklaraz; Profenofos; Propikonazol; Spinosad; Spirodiklofen; Tebukonazol; Tebufenpirad; Tetrakonazol; Tiakloprid; Tiametoksam; Tiofanat-metil; Triadimefon; Triadimenol; Trifloksistrobin. Pestisit kalıntıları (LC-MS/MS, GC-MS/MS): 2,4-D; Abamektin; Asefat; Asetamiprid; Azoksistrobin; Benalaksil; Bifentrin; Bitertanol; Boskalid; Bupirimat; Buprofezin; Kaptan; Karbaril; Karbendazim; Karbofuran; Klorantraniliprol; Klorpirifos; Klorpirifos-metil; Klotianidin; Siflutrin; Simoksanil; Sipermetrin; Siprokonazol; Siprodinil; Deltametrin; Diazinon; Diklorvos; Difenokonazol; Dimetoat; Dimetomorf; Emamektin benzoat; Epoksikonazol; Esfenvalerat; Etofenproks; Famoksadon; Fenamidon; Fenbukonazol; Fenheksamid; Fenpropatrin; Fipronil; Flonikamid; Fludioksonil; Flusilazol; Flutriafol; Heksakonazol; İmazalil; İmidakloprid; İndoksakarb; İprodion; Krezoksim-metil; Lambda-sihalotrin; Malation; Metalaksil; Metomil; Miklobutanil; Ometoat; Penkonazol; Permetrin; Pirimikarb; Piraklostrobin; Piridaben; Pirimetanil; Proklaraz; Profenofos; Propikonazol; Spinosad; Spirodiklofen; Tebukonazol; Tebufenpirad; Tetrakonazol; Tiakloprid; Tiametoksam; Tiofanat-metil; Triadimefon; Triadimenol; Trifloksistrobin. Pestisit kalıntıları (LC-MS/MS, GC-MS/MS): 2,4-D; Abamektin; Asefat; Asetamiprid; Azoksistrobin; Benalaksil; Bifentrin; Bitertanol; Boskalid; Bupirimat; Buprofezin; Kaptan; Karbaril; Karbendazim; Karbofuran; Klorantraniliprol; Klorpirifos; Klorpirifos-metil; Klotianidin; Siflutrin; Simoksanil; Sipermetrin; Siprokonazol; Siprodinil; Deltametrin; Diazinon; Diklorvos; Difenokonazol; Dimetoat; Dimetomorf; Emamektin benzoat; Epoksikonazol; Esfenvalerat; Etofenproks; Famoksadon; Fenamidon; Fenbukonazol; Fenheksamid; Fenpropatrin; Fipronil; Flonikamid; Fludioksonil; Flusilazol; Flutriafol; Heksakonazol; İmazalil; İmidakloprid; İndoksakarb; İprodion; Krezoksim-metil; Lambda-sihalotrin; Malation; Metalaksil; Metomil; Miklobutanil; Ometoat; Penkonazol; Permetrin; Pirimikarb; Piraklostrobin; Piridaben; Pirimetanil; Proklaraz; Profenofos; Propikonazol; Spinosad; Spirodiklofen; Tebukonazol; Tebufenpirad; Tetrakonazol; Tiakloprid; Tiametoksam; Tiofanat-metil; Triadimefon; Triadimenol; Trifloksistrobin. Pestisit kalıntıları (LC-MS/MS, GC-MS/MS): 2,4-D; Abamektin; Asefat; Asetamiprid; Azoksistrobin; Benalaksil; Bifentrin; Bitertanol; Boskalid; Bupirimat; Buprofezin; Kaptan; Karbaril; Karbendazim; Karbofuran; Klorantraniliprol; Klorpirifos; Klorpirifos-metil; Klotianidin; Siflutrin; Simoksanil; Sipermetrin; Siprokonazol; Siprodinil; Deltametrin; Diazinon; Diklorvos; Difenokonazol; Dimetoat; Dimetomorf; Emamektin benzoat; Epoksikonazol; Esfenvalerat; Etofenproks; Famoksadon; Fenamidon; Fenbukonazol; Fenheksamid; Fenpropatrin; Fipronil; Flonikamid; Fludioksonil; Flusilazol; Flutriafol; Heksakonazol; İmazalil; İmidakloprid; İndoksakarb; İprodion; Krezoksim-metil; Lambda-sihalotrin; Malation; Metalaksil; Metomil; Miklobutanil; Ometoat; Penkonazol; Permetrin; Pirimikarb; Piraklostrobin; Piridaben; Pirimetanil; Proklaraz; Profenofos; Propikonazol; Spinosad; Spirodiklofen; Tebukonazol; Tebufenpirad; Tetrakonazol; Tiakloprid; Tiametoksam; Tiofanat-metil; Triadimefon; Triadimenol; Trifloksistrobin. [11,117,296,360]
sample-info-table: Rapor No 2024/12345 Tarih 11.03.2024 Numunenin Adı Süt ürünü (Yoğurt) Numuneyi Gönderen İl Tarım ve Orman Müdürlüğü Numune Alma Tarihi 04.03.2024 Numune Kabul Tarihi 05.03.2024 Analiz Başlama Tarihi 05.03.2024 Analiz Bitiş Tarihi 08.03.2024 Numune Miktarı 2 adet Ambalaj Durumu Orijinal ambalajında Mühür Durumu Sağlam Numune Türü Resmi Kontrol [11,36,296,72]
report-page-4: T.C. TARIM VE ORMAN BAKANLIĞI Gıda ve Yem Kontrol Merkez Araştırma Enstitüsü TEST VE ANALİZ RAPORU Rapor No 2024/12345 Tarih 11.03.2024 Numune No 12345 Sayfa 4 / 8 Analiz Metot Birim Sonuç Limit Değerlendirme Pestisit kalıntıları (LC-MS/MS, GC-MS/MS): 2,4-D; Abamektin; Asefat; Asetamiprid; Azoksistrobin; Benalaksil; Bifentrin; Bitertanol; Boskalid; Bupirimat; Buprofezin; Kaptan; Karbaril; Karbendazim; Karbofuran; Klorantraniliprol; Klorpirifos; Klorpirifos-metil; Klotianidin; Siflutrin; Simoksanil; Sipermetrin; Siprokonazol; Siprodinil; Deltametrin; Diazinon; Diklorvos; Difenokonazol; Dimetoat; Dimetomorf; Emamektin benzoat; Epoksikonazol; Esfenvalerat; Etofenproks; Famoksadon; Fenamidon; Fenbukonazol; Fenheksamid; Fenpropatrin; Fipronil; Flonikamid; Fludioksonil; Flusilazol; Flutriafol; Heksakonazol; İmazalil; İmidakloprid; İndoksakarb; İprodion; Krezoksim-metil; Lambda-sihalotrin; Malation; Metalaksil; Metomil; Miklobutanil; Ometoat; Penkonazol; Permetrin; Pirimikarb; Piraklostrobin; Piridaben; Pirimetanil; Proklaraz; Profenofos; Propikonazol; Spinosad; Spirodiklofen; Tebukonazol; Tebufenpirad; Tetrakonazol; Tiakloprid; Tiametoksam; Tiofanat-metil; Triadimefon; Triadimenol; Trifloksistrobin. Pestisit kalıntıları (LC-MS/MS, GC-MS/MS): 2,4-D; Abamektin; Asefat; Asetamiprid; Azoksistrobin; Benalaksil; Bifentrin; Bitertanol; Boskalid; Bupirimat; Buprofezin; Kaptan; Karbaril; Karbendazim; Karbofuran; Klorantraniliprol; Klorpirifos; Klorpirifos-metil; Klotianidin; Siflutrin; Simoksanil; Sipermetrin; Siprokonazol; Siprodinil; Deltametrin; Diazinon; Diklorvos; Difenokonazol; Dimetoat; Dimetomorf; Emamektin benzoat; Epoksikonazol; Esfenvalerat; Etofenproks; Famoksadon; Fenamidon; Fenbukonazol; Fenheksamid; Fenpropatrin; Fipronil; Flonikamid; Fludioksonil; Flusilazol; Flutriafol; Heksakonazol; İmazalil; İmidakloprid; İndoksakarb; İprodion; Krezoksim-metil; Lambda-sihalotrin; Malation; Metalaksil; Metomil; Miklobutanil; Ometoat; Penkonazol; Permetrin; Pirimikarb; Piraklostrobin; Piridaben; Pirimetanil; Proklaraz; Profenofos; Propikonazol; Spinosad; Spirodiklofen; Tebukonazol; Tebufenpirad; Tetrakonazol; Tiakloprid; Tiametoksam; Tiofanat-metil; Triadimefon; Triadimenol; Trifloksistrobin. Pestisit kalıntıları (LC-MS/MS, GC-MS/MS): 2,4-D; Abamektin; Asefat; Asetamiprid; Azoksistrobin; Benalaksil; Bifentrin; Bitertanol; Boskalid; Bupirimat; Buprofezin; Kaptan; Karbaril; Karbendazim; Karbofuran; Klorantraniliprol; Klorpirifos; Klorpirifos-metil; Klotianidin; Siflutrin; Simoksanil; Sipermetrin; Siprokonazol; Siprodinil; Deltametrin; Diazinon; Diklorvos; Difenokonazol; Dimetoat; Dimetomorf; Emamektin benzoat; Epoksikonazol; Esfenvalerat; Etofenproks; Famoksadon; Fenamidon; Fenbukonazol; Fenheksamid; Fenpropatrin; Fipronil; Flonikamid; Fludioksonil; Flusilazol; Flutriafol; Heksakonazol; İmazalil; İmidakloprid; İndoksakarb; İprodion; Krezoksim-metil; Lambda-sihalotrin; Malation; Metalaksil; Metomil; Miklobutanil; Ometoat; Penkonazol; Permetrin; Pirimikarb; Piraklostrobin; Piridaben; Pirimetanil; Proklaraz; Profenofos; Propikonazol; Spinosad; Spirodiklofen; Tebukonazol; Tebufenpirad; Tetrakonazol; Tiakloprid; Tiametoksam; Tiofanat-metil; Triadimefon; Triadimenol; Trifloksistrobin. Pestisit kalıntıları (LC-MS/MS, GC-MS/MS): 2,4-D; Abamektin; Asefat; Asetamiprid; Azoksistrobin; Benalaksil; Bifentrin; Bitertanol; Boskalid; Bupirimat; Buprofezin; Kaptan; Karbaril; Karbendazim; Karbofuran; Klorantraniliprol; Klorpirifos; Klorpirifos-metil; Klotianidin; Siflutrin; Simoksanil; Sipermetrin; Siprokonazol; Siprodinil; Deltametrin; Diazinon; Diklorvos; Difenokonazol; Dimetoat; Dimetomorf; Emamektin benzoat; Epoksikonazol; Esfenvalerat; Etofenproks; Famoksadon; Fenamidon; Fenbukonazol; Fenheksamid; Fenpropatrin; Fipronil; Flonikamid; Fludioksonil; Flusilazol; Flutriafol; Heksakonazol; İmazalil; İmidakloprid; İndoksakarb; İprodion; Krezoksim-metil; Lambda-sihalotrin; Malation; Metalaksil; Metomil; Miklobutanil; Ometoat; Penkonazol; Permetrin; Pirimikarb; Piraklostrobin; Piridaben; Pirimetanil; Proklaraz; Profenofos; Propikonazol; Spinosad; Spirodiklofen; Tebukonazol; Tebufenpirad; Tetrakonazol; Tiakloprid; Tiametoksam; Tiofanat-metil; Triadimefon; Triadimenol; Trifloksistrobin. Pestisit kalıntıları (LC-MS/MS, GC-MS/MS): 2,4-D; Abamektin; Asefat; Asetamiprid; Azoksistrobin; Benalaksil; Bifentrin; Bitertanol; Boskalid; Bupirimat; Buprofezin; Kaptan; Karbaril; Karbendazim; Karbofuran; Klorantraniliprol; Klorpirifos; Klorpirifos-metil; Klotianidin; Siflutrin; Simoksanil; Sipermetrin; Siprokonazol; Siprodinil; Deltametrin; Diazinon; Diklorvos; Difenokonazol; Dimetoat; Dimetomorf; Emamektin benzoat; Epoksikonazol; Esfenvalerat; Etofenproks; Famoksadon; Fenamidon; Fenbukonazol; Fenheksamid; Fenpropatrin; Fipronil; Flonikamid; Fludioksonil; Flusilazol; Flutriafol; Heksakonazol; İmazalil; İmidakloprid; İndoksakarb; İprodion; Krezoksim-metil; Lambda-sihalotrin; Malation; Metalaksil; Metomil; Miklobutanil; Ometoat; Penkonazol; Permetrin; Pirimikarb; Piraklostrobin; Piridaben; Pirimetanil; Proklaraz; Profenofos; Propikonazol; Spinosad; Spirodiklofen; Tebukonazol; Tebufenpirad; Tetrakonazol; Tiakloprid; Tiametoksam; Tiofanat-metil; Triadimefon; Triadimenol; Trifloksistrobin. Pestisit kalıntıları (LC-MS/MS, GC-MS/MS): 2,4-D; Abamektin; Asefat; Asetamiprid; Azoksistrobin; Benalaksil; Bifentrin; Bitertanol; Boskalid; Bupirimat; Buprofezin; Kaptan; Karbaril; Karbendazim; Karbofuran; Klorantraniliprol; Klorpirifos; Klorpirifos-metil; Klotianidin; Siflutrin; Simoksanil; Sipermetrin; Siprokonazol; Siprodinil; Deltametrin; Diazinon; Diklorvos; Difenokonazol; Dimetoat; Dimetomorf; Emamektin benzoat; Epoksikonazol; Esfenvalerat; Etofenproks; Famoksadon; Fenamidon; Fenbukonazol; Fenheksamid; Fenpropatrin; Fipronil; Flonikamid; Fludioksonil; Flusilazol; Flutriafol; Heksakonazol; İmazalil; İmidakloprid; İndoksakarb; İprodion; Krezoksim-metil; Lambda-sihalotrin; Malation; Metalaksil; Metomil; Miklobutanil; Ometoat; Penkonazol; Permetrin; Pirimikarb; Piraklostrobin; Piridaben; Pirimetanil; Proklaraz; Profenofos; Propikonazol; Spinosad; Spirodiklofen; Tebukonazol; Tebufenpirad; Tetrakonazol; Tiakloprid; Tiametoksam; Tiofanat-metil; Triadimefon; Triadimenol; Trifloksistrobin. Pestisit kalıntıları (LC-MS/MS, GC-MS/MS): 2,4-D; Abamektin; Asefat; Asetamiprid; Azoksistrobin; Benalaksil; Bifentrin; Bitertanol; Boskalid; Bupirimat; Buprofezin; Kaptan; Karbaril; Karbendazim; Karbofuran; Klorantraniliprol; Klorpirifos; Klorpirifos-metil; Klotianidin; Siflutrin; Simoksanil; Sipermetrin; Siprokonazol; Siprodinil; Deltametrin; Diazinon; Diklorvos; Difenokonazol; Dimetoat; Dimetomorf; Emamektin benzoat; Epoksikonazol; Esfenvalerat; Etofenproks; Famoksadon; Fenamidon; Fenbukonazol; Fenheksamid; Fenpropatrin; Fipronil; Flonikamid; Fludioksonil; Flusilazol; Flutriafol; Heksakonazol; İmazalil; İmidakloprid; İndoksakarb; İprodion; Krezoksim-metil; Lambda-sihalotrin; Malation; Metalaksil; Metomil; Miklobutanil; Ometoat; Penkonazol; Permetrin; Pirimikarb; Piraklostrobin; Piridaben; Pirimetanil; Proklaraz; Profenofos; Propikonazol; Spinosad; Spirodiklofen; Tebukonazol; Tebufenpirad; Tetrakonazol; Tiakloprid; Tiametoksam; Tiofanat-metil; Triadimefon; Triadimenol; Trifloksistrobin. Pestisit kalıntıları (LC-MS/MS, GC-MS/MS): 2,4-D; Abamektin; Asefat; Asetamiprid; Azoksistrobin; Benalaksil; Bifentrin; Bitertanol; Boskalid; Bupirimat; Buprofezin; Kaptan; Karbaril; Karbendazim; Karbofuran; Klorantraniliprol; Klorpirifos; Klorpirifos-metil; Klotianidin; Siflutrin; Simoksanil; Sipermetrin; Siprokonazol; Siprodinil; Deltametrin; Diazinon; Diklorvos; Difenokonazol; Dimetoat; Dimetomorf; Emamektin benzoat; Epoksikonazol; Esfenvalerat; Etofenproks; Famoksadon; Fenamidon; Fenbukonazol; Fenheksamid; Fenpropatrin; Fipronil; Flonikamid; Fludioksonil; Flusilazol; Flutriafol; Heksakonazol; İmazalil; İmidakloprid; İndoksakarb; İprodion; Krezoksim-metil; Lambda-sihalotrin; Malation; Metalaksil; Metomil; Miklobutanil; Ometoat; Penkonazol; Permetrin; Pirimikarb; Piraklostrobin; Piridaben; Pirimetanil; Proklaraz; Profenofos; Propikonazol; Spinosad; Spirodiklofen; Tebukonazol; Tebufenpirad; Tetrakonazol; Tiakloprid; Tiametoksam; Tiofanat-metil; Triadimefon; Triadimenol; Trifloksistrobin. FR-LAB-21 Rev.03 Sayfa 4 / 8 [0,1301,307,1735]
report-title: TEST VE ANALİZ RAPORU [137,21,170,24]
page-footer: FR-LAB-21 Rev.03 Sayfa 5 / 8 [11,2162,296,2165]
table-header: Analiz Metot Birim Sonuç Limit Değerlendirme [11,1361,262,1363]
page-meta: Rapor No 2024/12345 Tarih 11.03.2024 Numune No 12345 Sayfa 5 / 8 [11,1777,296,1792]
lab-name: Gıda ve Yem Kontrol Merkez Araştırma Enstitüsü [123,15,184,19]
report-no: 2024/12345 [81,37,91,39]
report-page-6: T.C. TARIM VE ORMAN BAKANLIĞI Gıda ve Yem Kontrol Merkez Araştırma Enstitüsü TEST VE ANALİZ RAPORU Rapor No 2024/12345 Tarih 11.03.2024 Numune No 12345 Sayfa 6 / 8 Analiz Metot Birim Sonuç Limit Değerlendirme Pestisit kalıntıları (LC-MS/MS, GC-MS/MS): 2,4-D; Abamektin; Asefat; Asetamiprid; Azoksistrobin; Benalaksil; Bifentrin; Bitertanol; Boskalid; Bupirimat; Buprofezin; Kaptan; Karbaril; Karbendazim; Karbofuran; Klorantraniliprol; Klorpirifos; Klorpirifos-metil; Klotianidin; Siflutrin; Simoksanil; Sipermetrin; Siprokonazol; Siprodinil; Deltametrin; Diazinon; Diklorvos; Difenokonazol; Dimetoat; Dimetomorf; Emamektin benzoat; Epoksikonazol; Esfenvalerat; Etofenproks; Famoksadon; Fenamidon; Fenbukonazol; Fenheksamid; Fenpropatrin; Fipronil; Flonikamid; Fludioksonil; Flusilazol; Flutriafol; Heksakonazol; İmazalil; İmidakloprid; İndoksakarb; İprodion; Krezoksim-metil; Lambda-sihalotrin; Malation; Metalaksil; Metomil; Miklobutanil; Ometoat; Penkonazol; Permetrin; Pirimikarb; Piraklostrobin; Piridaben; Pirimetanil; Proklaraz; Profenofos; Propikonazol; Spinosad; Spirodiklofen; Tebukonazol; Tebufenpirad; Tetrakonazol; Tiakloprid; Tiametoksam; Tiofanat-metil; Triadimefon; Triadimenol; Trifloksistrobin. Pestisit kalıntıları (LC-MS/MS, GC-MS/MS): 2,4-D; Abamektin; Asefat; Asetamiprid; Azoksistrobin; Benalaksil; Bifentrin; Bitertanol; Boskalid; Bupirimat; Buprofezin; Kaptan; Karbaril; Karbendazim; Karbofuran; Klorantraniliprol; Klorpirifos; Klorpirifos-metil; Klotianidin; Siflutrin; Simoksanil; Sipermetrin; Siprokonazol; Siprodinil; Deltametrin; Diazinon; Diklorvos; Difenokonazol; Dimetoat; Dimetomorf; Emamektin benzoat; Epoksikonazol; Esfenvalerat; Etofenproks; Famoksadon; Fenamidon; Fenbukonazol; Fenheksamid; Fenpropatrin; Fipronil; Flonikamid; Fludioksonil; Flusilazol; Flutriafol; Heksakonazol; İmazalil; İmidakloprid; İndoksakarb; İprodion; Krezoksim-metil; Lambda-sihalotrin; Malation; Metalaksil; Metomil; Miklobutanil; Ometoat; Penkonazol; Permetrin; Pirimikarb; Piraklostrobin; Piridaben; Pirimetanil; Proklaraz; Profenofos; Propikonazol; Spinosad; Spirodiklofen; Tebukonazol; Tebufenpirad; Tetrakonazol; Tiakloprid; Tiametoksam; Tiofanat-metil; Triadimefon; Triadimenol; Trifloksistrobin. Pestisit kalıntıları (LC-MS/MS, GC-MS/MS): 2,4-D; Abamektin; Asefat; Asetamiprid; Azoksistrobin; Benalaksil; Bifentrin; Bitertanol; Boskalid; Bupirimat; Buprofezin; Kaptan; Karbaril; Karbendazim; Karbofuran; Klorantraniliprol; Klorpirifos; Klorpirifos-metil; Klotianidin; Siflutrin; Simoksanil; Sipermetrin; Siprokonazol; Siprodinil; Deltametrin; Diazinon; Diklorvos; Difenokonazol; Dimetoat; Dimetomorf; Emamektin benzoat; Epoksikonazol; Esfenvalerat; Etofenproks; Famoksadon; Fenamidon; Fenbukonazol; Fenheksamid; Fenpropatrin; Fipronil; Flonikamid; Fludioksonil; Flusilazol; Flutriafol; Heksakonazol; İmazalil; İmidakloprid; İndoksakarb; İprodion; Krezoksim-metil; Lambda-sihalotrin; Malation; Metalaksil; Metomil; Miklobutanil; Ometoat; Penkonazol; Permetrin; Pirimikarb; Piraklostrobin; Piridaben; Pirimetanil; Proklaraz; Profenofos; Propikonazol; Spinosad; Spirodiklofen; Tebukonazol; Tebufenpirad; Tetrakonazol; Tiakloprid; Tiametoksam; Tiofanat-metil; Triadimefon; Triadimenol; Trifloksistrobin. Pestisit kalıntıları (LC-MS/MS, GC-MS/MS): 2,4-D; Abamektin; Asefat; Asetamiprid; Azoksistrobin; Benalaksil; Bifentrin; Bitertanol; Boskalid; Bupirimat; Buprofezin; Kaptan; Karbaril; Karbendazim; Karbofuran; Klorantraniliprol; Klorpirifos; Klorpirifos-metil; Klotianidin; Siflutrin; Simoksanil; Sipermetrin; Siprokonazol; Siprodinil; Deltametrin; Diazinon; Diklorvos; Difenokonazol; Dimetoat; Dimetomorf; Emamektin benzoat; Epoksikonazol; Esfenvalerat; Etofenproks; Famoksadon; Fenamidon; Fenbukonazol; Fenheksamid; Fenpropatrin; Fipronil; Flonikamid; Fludioksonil; Flusilazol; Flutriafol; Heksakonazol; İmazalil; İmidakloprid; İndoksakarb; İprodion; Krezoksim-metil; Lambda-sihalotrin; Malation; Metalaksil; Metomil; Miklobutanil; Ometoat; Penkonazol; Permetrin; Pirimikarb; Piraklostrobin; Piridaben; Pirimetanil; Proklaraz; Profenofos; Propikonazol; Spinosad; Spirodiklofen; Tebukonazol; Tebufenpirad; Tetrakonazol; Tiakloprid; Tiametoksam; Tiofanat-metil; Triadimefon; Triadimenol; Trifloksistrobin. Pestisit kalıntıları (LC-MS/MS, GC-MS/MS): 2,4-D; Abamektin; Asefat; Asetamiprid; Azoksistrobin; Benalaksil; Bifentrin; Bitertanol; Boskalid; Bupirimat; Buprofezin; Kaptan; Karbaril; Karbendazim; Karbofuran; Klorantraniliprol; Klorpirifos; Klorpirifos-metil; Klotianidin; Siflutrin; Simoksanil; Sipermetrin; Siprokonazol; Siprodinil; Deltametrin; Diazinon; Diklorvos; Difenokonazol; Dimetoat; Dimetomorf; Emamektin benzoat; Epoksikonazol; Esfenvalerat; Etofenproks; Famoksadon; Fenamidon; Fenbukonazol; Fenheksamid; Fenpropatrin; Fipronil; Flonikamid; Fludioksonil; Flusilazol; Flutriafol; Heksakonazol; İmazalil; İmidakloprid; İndoksakarb; İprodion; Krezoksim-metil; Lambda-sihalotrin; Malation; Metalaksil; Metomil; Miklobutanil; Ometoat; Penkonazol; Permetrin; Pirimikarb; Piraklostrobin; Piridaben; Pirimetanil; Proklaraz; Profenofos; Propikonazol; Spinosad; Spirodiklofen; Tebukonazol; Tebufenpirad; Tetrakonazol; Tiakloprid; Tiametoksam; Tiofanat-metil; Triadimefon; Triadimenol; Trifloksistrobin. Pestisit kalıntıları (LC-MS/MS, GC-MS/MS): 2,4-D; Abamektin; Asefat; Asetamiprid; Azoksistrobin; Benalaksil; Bifentrin; Bitertanol; Boskalid; Bupirimat; Buprofezin; Kaptan; Karbaril; Karbendazim; Karbofuran; Klorantraniliprol; Klorpirifos; Klorpirifos-metil; Klotianidin; Siflutrin; Simoksanil; Sipermetrin; Siprokonazol; Siprodinil; Deltametrin; Diazinon; Diklorvos; Difenokonazol; Dimetoat; Dimetomorf; Emamektin benzoat; Epoksikonazol; Esfenvalerat; Etofenproks; Famoksadon; Fenamidon; Fenbukonazol; Fenheksamid; Fenpropatrin; Fipronil; Flonikamid; Fludioksonil; Flusilazol; Flutriafol; Heksakonazol; İmazalil; İmidakloprid; İndoksakarb; İprodion; Krezoksim-metil; Lambda-sihalotrin; Malation; Metalaksil; Metomil; Miklobutanil; Ometoat; Penkonazol; Permetrin; Pirimikarb; Piraklostrobin; Piridaben; Pirimetanil; Proklaraz; Profenofos; Propikonazol; Spinosad; Spirodiklofen; Tebukonazol; Tebufenpirad; Tetrakonazol; Tiakloprid; Tiametoksam; Tiofanat-metil; Triadimefon; Triadimenol; Trifloksistrobin. Pestisit kalıntıları (LC-MS/MS, GC-MS/MS): 2,4-D; Abamektin; Asefat; Asetamiprid; Azoksistrobin; Benalaksil; Bifentrin; Bitertanol; Boskalid; Bupirimat; Buprofezin; Kaptan; Karbaril; Karbendazim; Karbofuran; Klorantraniliprol; Klorpirifos; Klorpirifos-metil; Klotianidin; Siflutrin; Simoksanil; Sipermetrin; Siprokonazol; Siprodinil; Deltametrin; Diazinon; Diklorvos; Difenokonazol; Dimetoat; Dimetomorf; Emamektin benzoat; Epoksikonazol; Esfenvalerat; Etofenproks; Famoksadon; Fenamidon; Fenbukonazol; Fenheksamid; Fenpropatrin; Fipronil; Flonikamid; Fludioksonil; Flusilazol; Flutriafol; Heksakonazol; İmazalil; İmidakloprid; İndoksakarb; İprodion; Krezoksim-metil; Lambda-sihalotrin; Malation; Metalaksil; Metomil; Miklobutanil; Ometoat; Penkonazol; Permetrin; Pirimikarb; Piraklostrobin; Piridaben; Pirimetanil; Proklaraz; Profenofos; Propikonazol; Spinosad; Spirodiklofen; Tebukonazol; Tebufenpirad; Tetrakonazol; Tiakloprid; Tiametoksam; Tiofanat-metil; Triadimefon; Triadimenol; Trifloksistrobin. Pestisit kalıntıları (LC-MS/MS, GC-MS/MS): 2,4-D; Abamektin; Asefat; Asetamiprid; Azoksistrobin; Benalaksil; Bifentrin; Bitertanol; Boskalid; Bupirimat; Buprofezin; Kaptan; Karbaril; Karbendazim; Karbofuran; Klorantraniliprol; Klorpirifos; Klorpirifos-metil; Klotianidin; Siflutrin; Simoksanil; Sipermetrin; Siprokonazol; Siprodinil; Deltametrin; Diazinon; Diklorvos; Difenokonazol; Dimetoat; Dimetomorf; Emamektin benzoat; Epoksikonazol; Esfenvalerat; Etofenproks; Famoksadon; Fenamidon; Fenbukonazol; Fenheksamid; Fenpropatrin; Fipronil; Flonikamid; Fludioksonil; Flusilazol; Flutriafol; Heksakonazol; İmazalil; İmidakloprid; İndoksakarb; İprodion; Krezoksim-metil; Lambda-sihalotrin; Malation; Metalaksil; Metomil; Miklobutanil; Ometoat; Penkonazol; Permetrin; Pirimikarb; Piraklostrobin; Piridaben; Pirimetanil; Proklaraz; Profenofos; Propikonazol; Spinosad; Spirodiklofen; Tebukonazol; Tebufenpirad; Tetrakonazol; Tiakloprid; Tiametoksam; Tiofanat-metil; Triadimefon; Triadimenol; Trifloksistrobin. [0,2169,307,2576]
table-header: Analiz Metot Birim Sonuç Limit Değerlendirme [11,494,262,496]
report-no-label: Rapor No [11,37,20,39]
page-meta: Rapor No 2024/12345 Tarih 11.03.2024 Numune No 12345 Sayfa 2 / 8 [11,476,296,491]
pesticide-list: Pestisit kalıntıları (LC-MS/MS, GC-MS/MS): 2,4-D; Abamektin; Asefat; Asetamiprid; Azoksistrobin; Benalaksil; Bifentrin; Bitertanol; Boskalid; Bupirimat; Buprofezin; Kaptan; Karbaril; Karbendazim; Karbofuran; Klorantraniliprol; Klorpirifos; Klorpirifos-metil; Klotianidin; Siflutrin; Simoksanil; Sipermetrin; Siprokonazol; Siprodinil; Deltametrin; Diazinon; Diklorvos; Difenokonazol; Dimetoat; Dimetomorf; Emamektin benzoat; Epoksikonazol; Esfenvalerat; Etofenproks; Famoksadon; Fenamidon; Fenbukonazol; Fenheksamid; Fenpropatrin; Fipronil; Flonikamid; Fludioksonil; Flusilazol; Flutriafol; Heksakonazol; İmazalil; İmidakloprid; İndoksakarb; İprodion; Krezoksim-metil; Lambda-sihalotrin; Malation; Metalaksil; Metomil; Miklobutanil; Ometoat; Penkonazol; Permetrin; Pirimikarb; Piraklostrobin; Piridaben; Pirimetanil; Proklaraz; Profenofos; Propikonazol; Spinosad; Spirodiklofen; Tebukonazol; Tebufenpirad; Tetrakonazol; Tiakloprid; Tiametoksam; Tiofanat-metil; Triadimefon; Triadimenol; Trifloksistrobin. Pestisit kalıntıları (LC-MS/MS, GC-MS/MS): 2,4-D; Abamektin; Asefat; Asetamiprid; Azoksistrobin; Benalaksil; Bifentrin; Bitertanol; Boskalid; Bupirimat; Buprofezin; Kaptan; Karbaril; Karbendazim; Karbofuran; Klorantraniliprol; Klorpirifos; Klorpirifos-metil; Klotianidin; Siflutrin; Simoksanil; Sipermetrin; Siprokonazol; Siprodinil; Deltametrin; Diazinon; Diklorvos; Difenokonazol; Dimetoat; Dimetomorf; Emamektin benzoat; Epoksikonazol; Esfenvalerat; Etofenproks; Famoksadon; Fenamidon; Fenbukonazol; Fenheksamid; Fenpropatrin; Fipronil; Flonikamid; Fludioksonil; Flusilazol; Flutriafol; Heksakonazol; İmazalil; İmidakloprid; İndoksakarb; İprodion; Krezoksim-metil; Lambda-sihalotrin; Malation; Metalaksil; Metomil; Miklobutanil; Ometoat; Penkonazol; Permetrin; Pirimikarb; Piraklostrobin; Piridaben; Pirimetanil; Proklaraz; Profenofos; Propikonazol; Spinosad; Spirodiklofen; Tebukonazol; Tebufenpirad; Tetrakonazol; Tiakloprid; Tiametoksam; Tiofanat-metil; Triadimefon; Triadimenol; Trifloksistrobin. Pestisit kalıntıları (LC-MS/MS, GC-MS/MS): 2,4-D; Abamektin; Asefat; Asetamiprid; Azoksistrobin; Benalaksil; Bifentrin; Bitertanol; Boskalid; Bupirimat; Buprofezin; Kaptan; Karbaril; Karbendazim; Karbofuran; Klorantraniliprol; Klorpirifos; Klorpirifos-metil; Klotianidin; Siflutrin; Simoksanil; Sipermetrin; Siprokonazol; Siprodinil; Deltametrin; Diazinon; Diklorvos; Difenokonazol; Dimetoat; Dimetomorf; Emamektin benzoat; Epoksikonazol; Esfenvalerat; Etofenproks; Famoksadon; Fenamidon; Fenbukonazol; Fenheksamid; Fenpropatrin; Fipronil; Flonikamid; Fludioksonil; Flusilazol; Flutriafol; Heksakonazol; İmazalil; İmidakloprid; İndoksakarb; İprodion; Krezoksim-metil; Lambda-sihalotrin; Malation; Metalaksil; Metomil; Miklobutanil; Ometoat; Penkonazol; Permetrin; Pirimikarb; Piraklostrobin; Piridaben; Pirimetanil; Proklaraz; Profenofos; Propikonazol; Spinosad; Spirodiklofen; Tebukonazol; Tebufenpirad; Tetrakonazol; Tiakloprid; Tiametoksam; Tiofanat-metil; Triadimefon; Triadimenol; Trifloksistrobin. Pestisit kalıntıları (LC-MS/MS, GC-MS/MS): 2,4-D; Abamektin; Asefat; Asetamiprid; Azoksistrobin; Benalaksil; Bifentrin; Bitertanol; Boskalid; Bupirimat; Buprofezin; Kaptan; Karbaril; Karbendazim; Karbofuran; Klorantraniliprol; Klorpirifos; Klorpirifos-metil; Klotianidin; Siflutrin; Simoksanil; Sipermetrin; Siprokonazol; Siprodinil; Deltametrin; Diazinon; Diklorvos; Difenokonazol; Dimetoat; Dimetomorf; Emamektin benzoat; Epoksikonazol; Esfenvalerat; Etofenproks; Famoksadon; Fenamidon; Fenbukonazol; Fenheksamid; Fenpropatrin; Fipronil; Flonikamid; Fludioksonil; Flusilazol; Flutriafol; Heksakonazol; İmazalil; İmidakloprid; İndoksakarb; İprodion; Krezoksim-metil; Lambda-sihalotrin; Malation; Metalaksil; Metomil; Miklobutanil; Ometoat; Penkonazol; Permetrin; Pirimikarb; Piraklostrobin; Piridaben; Pirimetanil; Proklaraz; Profenofos; Propikonazol; Spinosad; Spirodiklofen; Tebukonazol; Tebufenpirad; Tetrakonazol; Tiakloprid; Tiametoksam; Tiofanat-metil; Triadimefon; Triadimenol; Trifloksistrobin. Pestisit kalıntıları (LC-MS/MS, GC-MS/MS): 2,4-D; Abamektin; Asefat; Asetamiprid; Azoksistrobin; Benalaksil; Bifentrin; Bitertanol; Boskalid; Bupirimat; Buprofezin; Kaptan; Karbaril; Karbendazim; Karbofuran; Klorantraniliprol; Klorpirifos; Klorpirifos-metil; Klotianidin; Siflutrin; Simoksanil; Sipermetrin; Siprokonazol; Siprodinil; Deltametrin; Diazinon; Diklorvos; Difenokonazol; Dimetoat; Dimetomorf; Emamektin benzoat; Epoksikonazol; Esfenvalerat; Etofenproks; Famoksadon; Fenamidon; Fenbukonazol; Fenheksamid; Fenpropatrin; Fipronil; Flonikamid; Fludioksonil; Flusilazol; Flutriafol; Heksakonazol; İmazalil; İmidakloprid; İndoksakarb; İprodion; Krezoksim-metil; Lambda-sihalotrin; Malation; Metalaksil; Metomil; Miklobutanil; Ometoat; Penkonazol; Permetrin; Pirimikarb; Piraklostrobin; Piridaben; Pirimetanil; Proklaraz; Profenofos; Propikonazol; Spinosad; Spirodiklofen; Tebukonazol; Tebufenpirad; Tetrakonazol; Tiakloprid; Tiametoksam; Tiofanat-metil; Triadimefon; Triadimenol; Trifloksistrobin. Pestisit kalıntıları (LC-MS/MS, GC-MS/MS): 2,4-D; Abamektin; Asefat; Asetamiprid; Azoksistrobin; Benalaksil; Bifentrin; Bitertanol; Boskalid; Bupirimat; Buprofezin; Kaptan; Karbaril; Karbendazim; Karbofuran; Klorantraniliprol; Klorpirifos; Klorpirifos-metil; Klotianidin; Siflutrin; Simoksanil; Sipermetrin; Siprokonazol; Siprodinil; Deltametrin; Diazinon; Diklorvos; Difenokonazol; Dimetoat; Dimetomorf; Emamektin benzoat; Epoksikonazol; Esfenvalerat; Etofenproks; Famoksadon; Fenamidon; Fenbukonazol; Fenheksamid; Fenpropatrin; Fipronil; Flonikamid; Fludioksonil; Flusilazol; Flutriafol; Heksakonazol; İmazalil; İmidakloprid; İndoksakarb; İprodion; Krezoksim-metil; Lambda-sihalotrin; Malation; Metalaksil; Metomil; Miklobutanil; Ometoat; Penkonazol; Permetrin; Pirimikarb; Piraklostrobin; Piridaben; Pirimetanil; Proklaraz; Profenofos; Propikonazol; Spinosad; Spirodiklofen; Tebukonazol; Tebufenpirad; Tetrakonazol; Tiakloprid; Tiametoksam; Tiofanat-metil; Triadimefon; Triadimenol; Trifloksistrobin. Pestisit kalıntıları (LC-MS/MS, GC-MS/MS): 2,4-D; Abamektin; Asefat; Asetamiprid; Azoksistrobin; Benalaksil; Bifentrin; Bitertanol; Boskalid; Bupirimat; Buprofezin; Kaptan; Karbaril; Karbendazim; Karbofuran; Klorantraniliprol; Klorpirifos; Klorpirifos-metil; Klotianidin; Siflutrin; Simoksanil; Sipermetrin; Siprokonazol; Siprodinil; Deltametrin; Diazinon; Diklorvos; Difenokonazol; Dimetoat; Dimetomorf; Emamektin benzoat; Epoksikonazol; Esfenvalerat; Etofenproks; Famoksadon; Fenamidon; Fenbukonazol; Fenheksamid; Fenpropatrin; Fipronil; Flonikamid; Fludioksonil; Flusilazol; Flutriafol; Heksakonazol; İmazalil; İmidakloprid; İndoksakarb; İprodion; Krezoksim-metil; Lambda-sihalotrin; Malation; Metalaksil; Metomil; Miklobutanil; Ometoat; Penkonazol; Permetrin; Pirimikarb; Piraklostrobin; Piridaben; Pirimetanil; Proklaraz; Profenofos; Propikonazol; Spinosad; Spirodiklofen; Tebukonazol; Tebufenpirad; Tetrakonazol; Tiakloprid; Tiametoksam; Tiofanat-metil; Triadimefon; Triadimenol; Trifloksistrobin. Pestisit kalıntıları (LC-MS/MS, GC-MS/MS): 2,4-D; Abamektin; Asefat; Asetamiprid; Azoksistrobin; Benalaksil; Bifentrin; Bitertanol; Boskalid; Bupirimat; Buprofezin; Kaptan; Karbaril; Karbendazim; Karbofuran; Klorantraniliprol; Klorpirifos; Klorpirifos-metil; Klotianidin; Siflutrin; Simoksanil; Sipermetrin; Siprokonazol; Siprodinil; Deltametrin; Diazinon; Diklorvos; Difenokonazol; Dimetoat; Dimetomorf; Emamektin benzoat; Epoksikonazol; Esfenvalerat; Etofenproks; Famoksadon; Fenamidon; Fenbukonazol; Fenheksamid; Fenpropatrin; Fipronil; Flonikamid; Fludioksonil; Flusilazol; Flutriafol; Heksakonazol; İmazalil; İmidakloprid; İndoksakarb; İprodion; Krezoksim-metil; Lambda-sihalotrin; Malation; Metalaksil; Metomil; Miklobutanil; Ometoat; Penkonazol; Permetrin; Pirimikarb; Piraklostrobin; Piridaben; Pirimetanil; Proklaraz; Profenofos; Propikonazol; Spinosad; Spirodiklofen; Tebukonazol; Tebufenpirad; Tetrakonazol; Tiakloprid; Tiametoksam; Tiofanat-metil; Triadimefon; Triadimenol; Trifloksistrobin. [11,933,296,996]
report-page-2: T.C. TARIM VE ORMAN BAKANLIĞI Gıda ve Yem Kontrol Merkez Araştırma Enstitüsü TEST VE ANALİZ RAPORU Rapor No 2024/12345 Tarih 11.03.2024 Numune No 12345 Sayfa 2 / 8 Analiz Metot Birim Sonuç Limit Değerlendirme Pestisit kalıntıları (LC-MS/MS, GC-MS/MS): 2,4-D; Abamektin; Asefat; Asetamiprid; Azoksistrobin; Benalaksil; Bifentrin; Bitertanol; Boskalid; Bupirimat; Buprofezin; Kaptan; Karbaril; Karbendazim; Karbofuran; Klorantraniliprol; Klorpirifos; Klorpirifos-metil; Klotianidin; Siflutrin; Simoksanil; Sipermetrin; Siprokonazol; Siprodinil; Deltametrin; Diazinon; Diklorvos; Difenokonazol; Dimetoat; Dimetomorf; Emamektin benzoat; Epoksikonazol; Esfenvalerat; Etofenproks; Famoksadon; Fenamidon; Fenbukonazol; Fenheksamid; Fenpropatrin; Fipronil; Flonikamid; Fludioksonil; Flusilazol; Flutriafol; Heksakonazol; İmazalil; İmidakloprid; İndoksakarb; İprodion; Krezoksim-metil; Lambda-sihalotrin; Malation; Metalaksil; Metomil; Miklobutanil; Ometoat; Penkonazol; Permetrin; Pirimikarb; Piraklostrobin; Piridaben; Pirimetanil; Proklaraz; Profenofos; Propikonazol; Spinosad; Spirodiklofen; Tebukonazol; Tebufenpirad; Tetrakonazol; Tiakloprid; Tiametoksam; Tiofanat-metil; Triadimefon; Triadimenol; Trifloksistrobin. Pestisit kalıntıları (LC-MS/MS, GC-MS/MS): 2,4-D; Abamektin; Asefat; Asetamiprid; Azoksistrobin; Benalaksil; Bifentrin; Bitertanol; Boskalid; Bupirimat; Buprofezin; Kaptan; Karbaril; Karbendazim; Karbofuran; Klorantraniliprol; Klorpirifos; Klorpirifos-metil; Klotianidin; Siflutrin; Simoksanil; Sipermetrin; Siprokonazol; Siprodinil; Deltametrin; Diazinon; Diklorvos; Difenokonazol; Dimetoat; Dimetomorf; Emamektin benzoat; Epoksikonazol; Esfenvalerat; Etofenproks; Famoksadon; Fenamidon; Fenbukonazol; Fenheksamid; Fenpropatrin; Fipronil; Flonikamid; Fludioksonil; Flusilazol; Flutriafol; Heksakonazol; İmazalil; İmidakloprid; İndoksakarb; İprodion; Krezoksim-metil; Lambda-sihalotrin; Malation; Metalaksil; Metomil; Miklobutanil; Ometoat; Penkonazol; Permetrin; Pirimikarb; Piraklostrobin; Piridaben; Pirimetanil; Proklaraz; Profenofos; Propikonazol; Spinosad; Spirodiklofen; Tebukonazol; Tebufenpirad; Tetrakonazol; Tiakloprid; Tiametoksam; Tiofanat-metil; Triadimefon; Triadimenol; Trifloksistrobin. Pestisit kalıntıları (LC-MS/MS, GC-MS/MS): 2,4-D; Abamektin; Asefat; Asetamiprid; Azoksistrobin; Benalaksil; Bifentrin; Bitertanol; Boskalid; Bupirimat; Buprofezin; Kaptan; Karbaril; Karbendazim; Karbofuran; Klorantraniliprol; Klorpirifos; Klorpirifos-metil; Klotianidin; Siflutrin; Simoksanil; Sipermetrin; Siprokonazol; Siprodinil; Deltametrin; Diazinon; Diklorvos; Difenokonazol; Dimetoat; Dimetomorf; Emamektin benzoat; Epoksikonazol; Esfenvalerat; Etofenproks; Famoksadon; Fenamidon; Fenbukonazol; Fenheksamid; Fenpropatrin; Fipronil; Flonikamid; Fludioksonil; Flusilazol; Flutriafol; Heksakonazol; İmazalil; İmidakloprid; İndoksakarb; İprodion; Krezoksim-metil; Lambda-sihalotrin; Malation; Metalaksil; Metomil; Miklobutanil; Ometoat; Penkonazol; Permetrin; Pirimikarb; Piraklostrobin; Piridaben; Pirimetanil; Proklaraz; Profenofos; Propikonazol; Spinosad; Spirodiklofen; Tebukonazol; Tebufenpirad; Tetrakonazol; Tiakloprid; Tiametoksam; Tiofanat-metil; Triadimefon; Triadimenol; Trifloksistrobin. Pestisit kalıntıları (LC-MS/MS, GC-MS/MS): 2,4-D; Abamektin; Asefat; Asetamiprid; Azoksistrobin; Benalaksil; Bifentrin; Bitertanol; Boskalid; Bupirimat; Buprofezin; Kaptan; Karbaril; Karbendazim; Karbofuran; Klorantraniliprol; Klorpirifos; Klorpirifos-metil; Klotianidin; Siflutrin; Simoksanil; Sipermetrin; Siprokonazol; Siprodinil; Deltametrin; Diazinon; Diklorvos; Difenokonazol; Dimetoat; Dimetomorf; Emamektin benzoat; Epoksikonazol; Esfenvalerat; Etofenproks; Famoksadon; Fenamidon; Fenbukonazol; Fenheksamid; Fenpropatrin; Fipronil; Flonikamid; Fludioksonil; Flusilazol; Flutriafol; Heksakonazol; İmazalil; İmidakloprid; İndoksakarb; İprodion; Krezoksim-metil; Lambda-sihalotrin; Malation; Metalaksil; Metomil; Miklobutanil; Ometoat; Penkonazol; Permetrin; Pirimikarb; Piraklostrobin; Piridaben; Pirimetanil; Proklaraz; Profenofos; Propikonazol; Spinosad; Spirodiklofen; Tebukonazol; Tebufenpirad; Tetrakonazol; Tiakloprid; Tiametoksam; Tiofanat-metil; Triadimefon; Triadimenol; Trifloksistrobin. Pestisit kalıntıları (LC-MS/MS, GC-MS/MS): 2,4-D; Abamektin; Asefat; Asetamiprid; Azoksistrobin; Benalaksil; Bifentrin; Bitertanol; Boskalid; Bupirimat; Buprofezin; Kaptan; Karbaril; Karbendazim; Karbofuran; Klorantraniliprol; Klorpirifos; Klorpirifos-metil; Klotianidin; Siflutrin; Simoksanil; Sipermetrin; Siprokonazol; Siprodinil; Deltametrin; Diazinon; Diklorvos; Difenokonazol; Dimetoat; Dimetomorf; Emamektin benzoat; Epoksikonazol; Esfenvalerat; Etofenproks; Famoksadon; Fenamidon; Fenbukonazol; Fenheksamid; Fenpropatrin; Fipronil; Flonikamid; Fludioksonil; Flusilazol; Flutriafol; Heksakonazol; İmazalil; İmidakloprid; İndoksakarb; İprodion; Krezoksim-metil; Lambda-sihalotrin; Malation; Metalaksil; Metomil; Miklobutanil; Ometoat; Penkonazol; Permetrin; Pirimikarb; Piraklostrobin; Piridaben; Pirimetanil; Proklaraz; Profenofos; Propikonazol; Spinosad; Spirodiklofen; Tebukonazol; Tebufenpirad; Tetrakonazol; Tiakloprid; Tiametoksam; Tiofanat-metil; Triadimefon; Triadimenol; Trifloksistrobin. Pestisit kalıntıları (LC-MS/MS, GC-MS/MS): 2,4-D; Abamektin; Asefat; Asetamiprid; Azoksistrobin; Benalaksil; Bifentrin; Bitertanol; Boskalid; Bupirimat; Buprofezin; Kaptan; Karbaril; Karbendazim; Karbofuran; Klorantraniliprol; Klorpirifos; Klorpirifos-metil; Klotianidin; Siflutrin; Simoksanil; Sipermetrin; Siprokonazol; Siprodinil; Deltametrin; Diazinon; Diklorvos; Difenokonazol; Dimetoat; Dimetomorf; Emamektin benzoat; Epoksikonazol; Esfenvalerat; Etofenproks; Famoksadon; Fenamidon; Fenbukonazol; Fenheksamid; Fenpropatrin; Fipronil; Flonikamid; Fludioksonil; Flusilazol; Flutriafol; Heksakonazol; İmazalil; İmidakloprid; İndoksakarb; İprodion; Krezoksim-metil; Lambda-sihalotrin; Malation; Metalaksil; Metomil; Miklobutanil; Ometoat; Penkonazol; Permetrin; Pirimikarb; Piraklostrobin; Piridaben; Pirimetanil; Proklaraz; Profenofos; Propikonazol; Spinosad; Spirodiklofen; Tebukonazol; Tebufenpirad; Tetrakonazol; Tiakloprid; Tiametoksam; Tiofanat-metil; Triadimefon; Triadimenol; Trifloksistrobin. Pestisit kalıntıları (LC-MS/MS, GC-MS/MS): 2,4-D; Abamektin; Asefat; Asetamiprid; Azoksistrobin; Benalaksil; Bifentrin; Bitertanol; Boskalid; Bupirimat; Buprofezin; Kaptan; Karbaril; Karbendazim; Karbofuran; Klorantraniliprol; Klorpirifos; Klorpirifos-metil; Klotianidin; Siflutrin; Simoksanil; Sipermetrin; Siprokonazol; Siprodinil; Deltametrin; Diazinon; Diklorvos; Difenokonazol; Dimetoat; Dimetomorf; Emamektin benzoat; Epoksikonazol; Esfenvalerat; Etofenproks; Famoksadon; Fenamidon; Fenbukonazol; Fenheksamid; Fenpropatrin; Fipronil; Flonikamid; Fludioksonil; Flusilazol; Flutriafol; Heksakonazol; İmazalil; İmidakloprid; İndoksakarb; İprodion; Krezoksim-metil; Lambda-sihalotrin; Malation; Metalaksil; Metomil; Miklobutanil; Ometoat; Penkonazol; Permetrin; Pirimikarb; Piraklostrobin; Piridaben; Pirimetanil; Proklaraz; Profenofos; Propikonazol; Spinosad; Spirodiklofen; Tebukonazol; Tebufenpirad; Tetrakonazol; Tiakloprid; Tiametoksam; Tiofanat-metil; Triadimefon; Triadimenol; Trifloksistrobin. Pestisit kalıntıları (LC-MS/MS, GC-MS/MS): 2,4-D; Abamektin; Asefat; Asetamiprid; Azoksistrobin; Benalaksil; Bifentrin; Bitertanol; Boskalid; Bupirimat; Buprofezin; Kaptan; Karbaril; Karbendazim; Karbofuran; Klorantraniliprol; Klorpirifos; Klorpirifos-metil; Klotianidin; Siflutrin; Simoksanil; Sipermetrin; Siprokonazol; Siprodinil; Deltametrin; Diazinon; Diklorvos; Difenokonazol; Dimetoat; Dimetomorf; Emamektin benzoat; Epoksikonazol; Esfenvalerat; Etofenproks; Famoksadon; Fenamidon; Fenbukonazol; Fenheksamid; Fenpropatrin; Fipronil; Flonikamid; Fludioksonil; Flusilazol; Flutriafol; Heksakonazol; İmazalil; İmidakloprid; İndoksakarb; İprodion; Krezoksim-metil; Lambda-sihalotrin; Malation; Metalaksil; Metomil; Miklobutanil; Ometoat; Penkonazol; Permetrin; Pirimikarb; Piraklostrobin; Piridaben; Pirimetanil; Proklaraz; Profenofos; Propikonazol; Spinosad; Spirodiklofen; Tebukonazol; Tebufenpirad; Tetrakonazol; Tiakloprid; Tiametoksam; Tiofanat-metil; Triadimefon; Triadimenol; Trifloksistrobin. FR-LAB-21 Rev.03 Sayfa 2 / 8 [0,434,307,868]
page-footer: FR-LAB-21 Rev.03 Sayfa 1 / 8 [11,427,296,430]
